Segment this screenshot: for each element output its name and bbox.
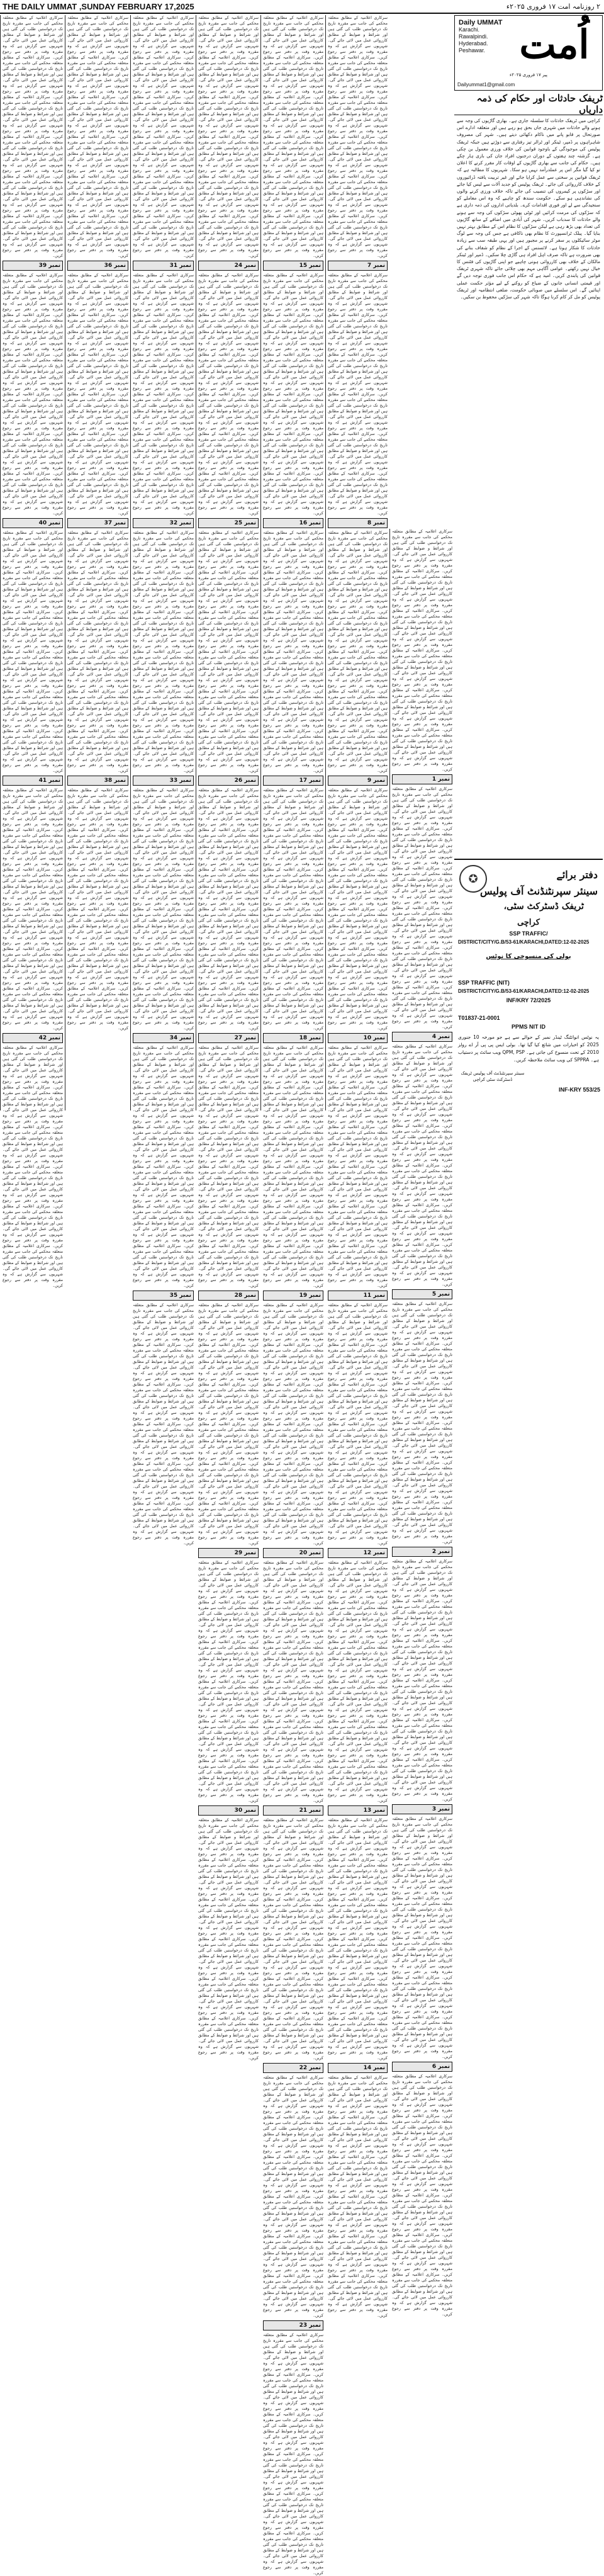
section-number: نمبر 8 bbox=[367, 520, 385, 526]
ummat-logo: اُمت bbox=[519, 21, 590, 67]
section-number: نمبر 27 bbox=[234, 1035, 256, 1041]
section-number: نمبر 11 bbox=[363, 1292, 385, 1299]
section-number-box bbox=[328, 776, 388, 786]
city-karachi: Karachi. bbox=[459, 26, 480, 33]
column-4 bbox=[196, 15, 260, 2060]
column-2 bbox=[65, 15, 130, 1110]
notice-office-line: دفتر برائے bbox=[556, 869, 598, 881]
section-number: نمبر 13 bbox=[363, 1807, 385, 1814]
section-number-box bbox=[328, 1291, 388, 1301]
section-number-box bbox=[392, 774, 452, 784]
article-text: سرکاری اعلامیہ کے مطابق متعلقہ محکمے کی جانب سے مقررہ تاریخ تک درخواستیں طلب کی گئی ہیں اور شرائط و ضوابط کے مطابق کارروائی عمل میں لائی جائے گی۔ شہریوں سے گزارش ہے کہ وہ مقررہ وقت پر دفتر سے رجوع کریں۔ سرکاری اعلامیہ کے مطابق متعلقہ محکمے کی جانب سے مقررہ تاریخ تک درخواستیں طلب کی گئی ہیں اور شرائط و ضوابط کے مطابق کارروائی عمل میں لائی جائے گی۔ شہریوں سے گزارش ہے کہ وہ مقررہ وقت پر دفتر سے رجوع کریں۔ سرکاری اعلامیہ کے مطابق متعلقہ محکمے کی جانب سے مقررہ تاریخ تک درخواستیں طلب کی گئی ہیں اور شرائط و ضوابط کے مطابق کارروائی عمل میں لائی جائے گی۔ شہریوں سے گزارش ہے کہ وہ مقررہ وقت پر دفتر سے رجوع کریں۔ سرکاری اعلامیہ کے مطابق متعلقہ محکمے کی جانب سے مقررہ تاریخ تک درخواستیں طلب کی گئی ہیں اور شرائط و ضوابط کے مطابق کارروائی عمل میں لائی جائے گی۔ شہریوں سے گزارش ہے کہ وہ مقررہ وقت پر دفتر سے رجوع کریں۔ سرکاری اعلامیہ کے مطابق متعلقہ محکمے کی جانب سے مقررہ تاریخ تک درخواستیں طلب کی گئی ہیں اور شرائط و ضوابط کے مطابق کارروائی عمل میں لائی جائے گی۔ شہریوں سے گزارش ہے کہ وہ مقررہ وقت پر دفتر سے رجوع کریں۔ سرکاری اعلامیہ کے مطابق متعلقہ محکمے کی جانب سے مقررہ تاریخ تک درخواستیں طلب کی گئی ہیں اور شرائط و ضوابط کے مطابق کارروائی عمل میں لائی جائے گی۔ شہریوں سے گزارش ہے کہ وہ مقررہ وقت پر دفتر سے رجوع کریں۔ bbox=[198, 788, 259, 1031]
section-number-box bbox=[263, 261, 323, 271]
section-number-box bbox=[392, 1032, 452, 1042]
section-number: نمبر 20 bbox=[299, 1550, 321, 1556]
article-text: سرکاری اعلامیہ کے مطابق متعلقہ محکمے کی جانب سے مقررہ تاریخ تک درخواستیں طلب کی گئی ہیں اور شرائط و ضوابط کے مطابق کارروائی عمل میں لائی جائے گی۔ شہریوں سے گزارش ہے کہ وہ مقررہ وقت پر دفتر سے رجوع کریں۔ سرکاری اعلامیہ کے مطابق متعلقہ محکمے کی جانب سے مقررہ تاریخ تک درخواستیں طلب کی گئی ہیں اور شرائط و ضوابط کے مطابق کارروائی عمل میں لائی جائے گی۔ شہریوں سے گزارش ہے کہ وہ مقررہ وقت پر دفتر سے رجوع کریں۔ سرکاری اعلامیہ کے مطابق متعلقہ محکمے کی جانب سے مقررہ تاریخ تک درخواستیں طلب کی گئی ہیں اور شرائط و ضوابط کے مطابق کارروائی عمل میں لائی جائے گی۔ شہریوں سے گزارش ہے کہ وہ مقررہ وقت پر دفتر سے رجوع کریں۔ سرکاری اعلامیہ کے مطابق متعلقہ محکمے کی جانب سے مقررہ تاریخ تک درخواستیں طلب کی گئی ہیں اور شرائط و ضوابط کے مطابق کارروائی عمل میں لائی جائے گی۔ شہریوں سے گزارش ہے کہ وہ مقررہ وقت پر دفتر سے رجوع کریں۔ سرکاری اعلامیہ کے مطابق متعلقہ محکمے کی جانب سے مقررہ تاریخ تک درخواستیں طلب کی گئی ہیں اور شرائط و ضوابط کے مطابق کارروائی عمل میں لائی جائے گی۔ شہریوں سے گزارش ہے کہ وہ مقررہ وقت پر دفتر سے رجوع کریں۔ سرکاری اعلامیہ کے مطابق متعلقہ محکمے کی جانب سے مقررہ تاریخ تک درخواستیں طلب کی گئی ہیں اور شرائط و ضوابط کے مطابق کارروائی عمل میں لائی جائے گی۔ شہریوں سے گزارش ہے کہ وہ مقررہ وقت پر دفتر سے رجوع کریں۔ bbox=[263, 531, 323, 773]
notice-office-title: سینئر سپرنٹنڈنٹ آف پولیس bbox=[479, 885, 598, 897]
article-text: سرکاری اعلامیہ کے مطابق متعلقہ محکمے کی جانب سے مقررہ تاریخ تک درخواستیں طلب کی گئی ہیں اور شرائط و ضوابط کے مطابق کارروائی عمل میں لائی جائے گی۔ شہریوں سے گزارش ہے کہ وہ مقررہ وقت پر دفتر سے رجوع کریں۔ سرکاری اعلامیہ کے مطابق متعلقہ محکمے کی جانب سے مقررہ تاریخ تک درخواستیں طلب کی گئی ہیں اور شرائط و ضوابط کے مطابق کارروائی عمل میں لائی جائے گی۔ شہریوں سے گزارش ہے کہ وہ مقررہ وقت پر دفتر سے رجوع کریں۔ سرکاری اعلامیہ کے مطابق متعلقہ محکمے کی جانب سے مقررہ تاریخ تک درخواستیں طلب کی گئی ہیں اور شرائط و ضوابط کے مطابق کارروائی عمل میں لائی جائے گی۔ شہریوں سے گزارش ہے کہ وہ مقررہ وقت پر دفتر سے رجوع کریں۔ سرکاری اعلامیہ کے مطابق متعلقہ محکمے کی جانب سے مقررہ تاریخ تک درخواستیں طلب کی گئی ہیں اور شرائط و ضوابط کے مطابق کارروائی عمل میں لائی جائے گی۔ شہریوں سے گزارش ہے کہ وہ مقررہ وقت پر دفتر سے رجوع کریں۔ سرکاری اعلامیہ کے مطابق متعلقہ محکمے کی جانب سے مقررہ تاریخ تک درخواستیں طلب کی گئی ہیں اور شرائط و ضوابط کے مطابق کارروائی عمل میں لائی جائے گی۔ شہریوں سے گزارش ہے کہ وہ مقررہ وقت پر دفتر سے رجوع کریں۔ سرکاری اعلامیہ کے مطابق متعلقہ محکمے کی جانب سے مقررہ تاریخ تک درخواستیں طلب کی گئی ہیں اور شرائط و ضوابط کے مطابق کارروائی عمل میں لائی جائے گی۔ شہریوں سے گزارش ہے کہ وہ مقررہ وقت پر دفتر سے رجوع کریں۔ bbox=[263, 1046, 323, 1288]
section-number: نمبر 34 bbox=[169, 1035, 191, 1041]
section-number-box bbox=[328, 1548, 388, 1558]
article-text: سرکاری اعلامیہ کے مطابق متعلقہ محکمے کی جانب سے مقررہ تاریخ تک درخواستیں طلب کی گئی ہیں اور شرائط و ضوابط کے مطابق کارروائی عمل میں لائی جائے گی۔ شہریوں سے گزارش ہے کہ وہ مقررہ وقت پر دفتر سے رجوع کریں۔ سرکاری اعلامیہ کے مطابق متعلقہ محکمے کی جانب سے مقررہ تاریخ تک درخواستیں طلب کی گئی ہیں اور شرائط و ضوابط کے مطابق کارروائی عمل میں لائی جائے گی۔ شہریوں سے گزارش ہے کہ وہ مقررہ وقت پر دفتر سے رجوع کریں۔ سرکاری اعلامیہ کے مطابق متعلقہ محکمے کی جانب سے مقررہ تاریخ تک درخواستیں طلب کی گئی ہیں اور شرائط و ضوابط کے مطابق کارروائی عمل میں لائی جائے گی۔ شہریوں سے گزارش ہے کہ وہ مقررہ وقت پر دفتر سے رجوع کریں۔ سرکاری اعلامیہ کے مطابق متعلقہ محکمے کی جانب سے مقررہ تاریخ تک درخواستیں طلب کی گئی ہیں اور شرائط و ضوابط کے مطابق کارروائی عمل میں لائی جائے گی۔ شہریوں سے گزارش ہے کہ وہ مقررہ وقت پر دفتر سے رجوع کریں۔ سرکاری اعلامیہ کے مطابق متعلقہ محکمے کی جانب سے مقررہ تاریخ تک درخواستیں طلب کی گئی ہیں اور شرائط و ضوابط کے مطابق کارروائی عمل میں لائی جائے گی۔ شہریوں سے گزارش ہے کہ وہ مقررہ وقت پر دفتر سے رجوع کریں۔ سرکاری اعلامیہ کے مطابق متعلقہ محکمے کی جانب سے مقررہ تاریخ تک درخواستیں طلب کی گئی ہیں اور شرائط و ضوابط کے مطابق کارروائی عمل میں لائی جائے گی۔ شہریوں سے گزارش ہے کہ وہ مقررہ وقت پر دفتر سے رجوع کریں۔ bbox=[133, 531, 194, 773]
article-text: سرکاری اعلامیہ کے مطابق متعلقہ محکمے کی جانب سے مقررہ تاریخ تک درخواستیں طلب کی گئی ہیں اور شرائط و ضوابط کے مطابق کارروائی عمل میں لائی جائے گی۔ شہریوں سے گزارش ہے کہ وہ مقررہ وقت پر دفتر سے رجوع کریں۔ سرکاری اعلامیہ کے مطابق متعلقہ محکمے کی جانب سے مقررہ تاریخ تک درخواستیں طلب کی گئی ہیں اور شرائط و ضوابط کے مطابق کارروائی عمل میں لائی جائے گی۔ شہریوں سے گزارش ہے کہ وہ مقررہ وقت پر دفتر سے رجوع کریں۔ سرکاری اعلامیہ کے مطابق متعلقہ محکمے کی جانب سے مقررہ تاریخ تک درخواستیں طلب کی گئی ہیں اور شرائط و ضوابط کے مطابق کارروائی عمل میں لائی جائے گی۔ شہریوں سے گزارش ہے کہ وہ مقررہ وقت پر دفتر سے رجوع کریں۔ سرکاری اعلامیہ کے مطابق متعلقہ محکمے کی جانب سے مقررہ تاریخ تک درخواستیں طلب کی گئی ہیں اور شرائط و ضوابط کے مطابق کارروائی عمل میں لائی جائے گی۔ شہریوں سے گزارش ہے کہ وہ مقررہ وقت پر دفتر سے رجوع کریں۔ سرکاری اعلامیہ کے مطابق متعلقہ محکمے کی جانب سے مقررہ تاریخ تک درخواستیں طلب کی گئی ہیں اور شرائط و ضوابط کے مطابق کارروائی عمل میں لائی جائے گی۔ شہریوں سے گزارش ہے کہ وہ مقررہ وقت پر دفتر سے رجوع کریں۔ سرکاری اعلامیہ کے مطابق متعلقہ محکمے کی جانب سے مقررہ تاریخ تک درخواستیں طلب کی گئی ہیں اور شرائط و ضوابط کے مطابق کارروائی عمل میں لائی جائے گی۔ شہریوں سے گزارش ہے کہ وہ مقررہ وقت پر دفتر سے رجوع کریں۔ bbox=[328, 273, 388, 516]
article-text: سرکاری اعلامیہ کے مطابق متعلقہ محکمے کی جانب سے مقررہ تاریخ تک درخواستیں طلب کی گئی ہیں اور شرائط و ضوابط کے مطابق کارروائی عمل میں لائی جائے گی۔ شہریوں سے گزارش ہے کہ وہ مقررہ وقت پر دفتر سے رجوع کریں۔ سرکاری اعلامیہ کے مطابق متعلقہ محکمے کی جانب سے مقررہ تاریخ تک درخواستیں طلب کی گئی ہیں اور شرائط و ضوابط کے مطابق کارروائی عمل میں لائی جائے گی۔ شہریوں سے گزارش ہے کہ وہ مقررہ وقت پر دفتر سے رجوع کریں۔ سرکاری اعلامیہ کے مطابق متعلقہ محکمے کی جانب سے مقررہ تاریخ تک درخواستیں طلب کی گئی ہیں اور شرائط و ضوابط کے مطابق کارروائی عمل میں لائی جائے گی۔ شہریوں سے گزارش ہے کہ وہ مقررہ وقت پر دفتر سے رجوع کریں۔ سرکاری اعلامیہ کے مطابق متعلقہ محکمے کی جانب سے مقررہ تاریخ تک درخواستیں طلب کی گئی ہیں اور شرائط و ضوابط کے مطابق کارروائی عمل میں لائی جائے گی۔ شہریوں سے گزارش ہے کہ وہ مقررہ وقت پر دفتر سے رجوع کریں۔ سرکاری اعلامیہ کے مطابق متعلقہ محکمے کی جانب سے مقررہ تاریخ تک درخواستیں طلب کی گئی ہیں اور شرائط و ضوابط کے مطابق کارروائی عمل میں لائی جائے گی۔ شہریوں سے گزارش ہے کہ وہ مقررہ وقت پر دفتر سے رجوع کریں۔ سرکاری اعلامیہ کے مطابق متعلقہ محکمے کی جانب سے مقررہ تاریخ تک درخواستیں طلب کی گئی ہیں اور شرائط و ضوابط کے مطابق کارروائی عمل میں لائی جائے گی۔ شہریوں سے گزارش ہے کہ وہ مقررہ وقت پر دفتر سے رجوع کریں۔ bbox=[67, 273, 128, 516]
notice-ref-7: PPMS NIT ID bbox=[511, 1024, 545, 1030]
article-text: سرکاری اعلامیہ کے مطابق متعلقہ محکمے کی جانب سے مقررہ تاریخ تک درخواستیں طلب کی گئی ہیں اور شرائط و ضوابط کے مطابق کارروائی عمل میں لائی جائے گی۔ شہریوں سے گزارش ہے کہ وہ مقررہ وقت پر دفتر سے رجوع کریں۔ سرکاری اعلامیہ کے مطابق متعلقہ محکمے کی جانب سے مقررہ تاریخ تک درخواستیں طلب کی گئی ہیں اور شرائط و ضوابط کے مطابق کارروائی عمل میں لائی جائے گی۔ شہریوں سے گزارش ہے کہ وہ مقررہ وقت پر دفتر سے رجوع کریں۔ سرکاری اعلامیہ کے مطابق متعلقہ محکمے کی جانب سے مقررہ تاریخ تک درخواستیں طلب کی گئی ہیں اور شرائط و ضوابط کے مطابق کارروائی عمل میں لائی جائے گی۔ شہریوں سے گزارش ہے کہ وہ مقررہ وقت پر دفتر سے رجوع کریں۔ سرکاری اعلامیہ کے مطابق متعلقہ محکمے کی جانب سے مقررہ تاریخ تک درخواستیں طلب کی گئی ہیں اور شرائط و ضوابط کے مطابق کارروائی عمل میں لائی جائے گی۔ شہریوں سے گزارش ہے کہ وہ مقررہ وقت پر دفتر سے رجوع کریں۔ سرکاری اعلامیہ کے مطابق متعلقہ محکمے کی جانب سے مقررہ تاریخ تک درخواستیں طلب کی گئی ہیں اور شرائط و ضوابط کے مطابق کارروائی عمل میں لائی جائے گی۔ شہریوں سے گزارش ہے کہ وہ مقررہ وقت پر دفتر سے رجوع کریں۔ سرکاری اعلامیہ کے مطابق متعلقہ محکمے کی جانب سے مقررہ تاریخ تک درخواستیں طلب کی گئی ہیں اور شرائط و ضوابط کے مطابق کارروائی عمل میں لائی جائے گی۔ شہریوں سے گزارش ہے کہ وہ مقررہ وقت پر دفتر سے رجوع کریں۔ bbox=[328, 2076, 388, 2318]
city-rawalpindi: Rawalpindi. bbox=[459, 33, 488, 40]
masthead-email: Dailyummat1@gmail.com bbox=[457, 82, 515, 88]
article-text: سرکاری اعلامیہ کے مطابق متعلقہ محکمے کی جانب سے مقررہ تاریخ تک درخواستیں طلب کی گئی ہیں اور شرائط و ضوابط کے مطابق کارروائی عمل میں لائی جائے گی۔ شہریوں سے گزارش ہے کہ وہ مقررہ وقت پر دفتر سے رجوع کریں۔ سرکاری اعلامیہ کے مطابق متعلقہ محکمے کی جانب سے مقررہ تاریخ تک درخواستیں طلب کی گئی ہیں اور شرائط و ضوابط کے مطابق کارروائی عمل میں لائی جائے گی۔ شہریوں سے گزارش ہے کہ وہ مقررہ وقت پر دفتر سے رجوع کریں۔ سرکاری اعلامیہ کے مطابق متعلقہ محکمے کی جانب سے مقررہ تاریخ تک درخواستیں طلب کی گئی ہیں اور شرائط و ضوابط کے مطابق کارروائی عمل میں لائی جائے گی۔ شہریوں سے گزارش ہے کہ وہ مقررہ وقت پر دفتر سے رجوع کریں۔ سرکاری اعلامیہ کے مطابق متعلقہ محکمے کی جانب سے مقررہ تاریخ تک درخواستیں طلب کی گئی ہیں اور شرائط و ضوابط کے مطابق کارروائی عمل میں لائی جائے گی۔ شہریوں سے گزارش ہے کہ وہ مقررہ وقت پر دفتر سے رجوع کریں۔ سرکاری اعلامیہ کے مطابق متعلقہ محکمے کی جانب سے مقررہ تاریخ تک درخواستیں طلب کی گئی ہیں اور شرائط و ضوابط کے مطابق کارروائی عمل میں لائی جائے گی۔ شہریوں سے گزارش ہے کہ وہ مقررہ وقت پر دفتر سے رجوع کریں۔ سرکاری اعلامیہ کے مطابق متعلقہ محکمے کی جانب سے مقررہ تاریخ تک درخواستیں طلب کی گئی ہیں اور شرائط و ضوابط کے مطابق کارروائی عمل میں لائی جائے گی۔ شہریوں سے گزارش ہے کہ وہ مقررہ وقت پر دفتر سے رجوع کریں۔ bbox=[198, 273, 259, 516]
article-text: سرکاری اعلامیہ کے مطابق متعلقہ محکمے کی جانب سے مقررہ تاریخ تک درخواستیں طلب کی گئی ہیں اور شرائط و ضوابط کے مطابق کارروائی عمل میں لائی جائے گی۔ شہریوں سے گزارش ہے کہ وہ مقررہ وقت پر دفتر سے رجوع کریں۔ سرکاری اعلامیہ کے مطابق متعلقہ محکمے کی جانب سے مقررہ تاریخ تک درخواستیں طلب کی گئی ہیں اور شرائط و ضوابط کے مطابق کارروائی عمل میں لائی جائے گی۔ شہریوں سے گزارش ہے کہ وہ مقررہ وقت پر دفتر سے رجوع کریں۔ سرکاری اعلامیہ کے مطابق متعلقہ محکمے کی جانب سے مقررہ تاریخ تک درخواستیں طلب کی گئی ہیں اور شرائط و ضوابط کے مطابق کارروائی عمل میں لائی جائے گی۔ شہریوں سے گزارش ہے کہ وہ مقررہ وقت پر دفتر سے رجوع کریں۔ سرکاری اعلامیہ کے مطابق متعلقہ محکمے کی جانب سے مقررہ تاریخ تک درخواستیں طلب کی گئی ہیں اور شرائط و ضوابط کے مطابق کارروائی عمل میں لائی جائے گی۔ شہریوں سے گزارش ہے کہ وہ مقررہ وقت پر دفتر سے رجوع کریں۔ سرکاری اعلامیہ کے مطابق متعلقہ محکمے کی جانب سے مقررہ تاریخ تک درخواستیں طلب کی گئی ہیں اور شرائط و ضوابط کے مطابق کارروائی عمل میں لائی جائے گی۔ شہریوں سے گزارش ہے کہ وہ مقررہ وقت پر دفتر سے رجوع کریں۔ سرکاری اعلامیہ کے مطابق متعلقہ محکمے کی جانب سے مقررہ تاریخ تک درخواستیں طلب کی گئی ہیں اور شرائط و ضوابط کے مطابق کارروائی عمل میں لائی جائے گی۔ شہریوں سے گزارش ہے کہ وہ مقررہ وقت پر دفتر سے رجوع کریں۔ bbox=[3, 1046, 63, 1288]
section-number: نمبر 16 bbox=[299, 520, 321, 526]
article-text: سرکاری اعلامیہ کے مطابق متعلقہ محکمے کی جانب سے مقررہ تاریخ تک درخواستیں طلب کی گئی ہیں اور شرائط و ضوابط کے مطابق کارروائی عمل میں لائی جائے گی۔ شہریوں سے گزارش ہے کہ وہ مقررہ وقت پر دفتر سے رجوع کریں۔ سرکاری اعلامیہ کے مطابق متعلقہ محکمے کی جانب سے مقررہ تاریخ تک درخواستیں طلب کی گئی ہیں اور شرائط و ضوابط کے مطابق کارروائی عمل میں لائی جائے گی۔ شہریوں سے گزارش ہے کہ وہ مقررہ وقت پر دفتر سے رجوع کریں۔ سرکاری اعلامیہ کے مطابق متعلقہ محکمے کی جانب سے مقررہ تاریخ تک درخواستیں طلب کی گئی ہیں اور شرائط و ضوابط کے مطابق کارروائی عمل میں لائی جائے گی۔ شہریوں سے گزارش ہے کہ وہ مقررہ وقت پر دفتر سے رجوع کریں۔ سرکاری اعلامیہ کے مطابق متعلقہ محکمے کی جانب سے مقررہ تاریخ تک درخواستیں طلب کی گئی ہیں اور شرائط و ضوابط کے مطابق کارروائی عمل میں لائی جائے گی۔ شہریوں سے گزارش ہے کہ وہ مقررہ وقت پر دفتر سے رجوع کریں۔ سرکاری اعلامیہ کے مطابق متعلقہ محکمے کی جانب سے مقررہ تاریخ تک درخواستیں طلب کی گئی ہیں اور شرائط و ضوابط کے مطابق کارروائی عمل میں لائی جائے گی۔ شہریوں سے گزارش ہے کہ وہ مقررہ وقت پر دفتر سے رجوع کریں۔ سرکاری اعلامیہ کے مطابق متعلقہ محکمے کی جانب سے مقررہ تاریخ تک درخواستیں طلب کی گئی ہیں اور شرائط و ضوابط کے مطابق کارروائی عمل میں لائی جائے گی۔ شہریوں سے گزارش ہے کہ وہ مقررہ وقت پر دفتر سے رجوع کریں۔ bbox=[67, 16, 128, 258]
section-number-box bbox=[3, 261, 63, 271]
section-number-box bbox=[328, 261, 388, 271]
article-text: سرکاری اعلامیہ کے مطابق متعلقہ محکمے کی جانب سے مقررہ تاریخ تک درخواستیں طلب کی گئی ہیں اور شرائط و ضوابط کے مطابق کارروائی عمل میں لائی جائے گی۔ شہریوں سے گزارش ہے کہ وہ مقررہ وقت پر دفتر سے رجوع کریں۔ سرکاری اعلامیہ کے مطابق متعلقہ محکمے کی جانب سے مقررہ تاریخ تک درخواستیں طلب کی گئی ہیں اور شرائط و ضوابط کے مطابق کارروائی عمل میں لائی جائے گی۔ شہریوں سے گزارش ہے کہ وہ مقررہ وقت پر دفتر سے رجوع کریں۔ سرکاری اعلامیہ کے مطابق متعلقہ محکمے کی جانب سے مقررہ تاریخ تک درخواستیں طلب کی گئی ہیں اور شرائط و ضوابط کے مطابق کارروائی عمل میں لائی جائے گی۔ شہریوں سے گزارش ہے کہ وہ مقررہ وقت پر دفتر سے رجوع کریں۔ سرکاری اعلامیہ کے مطابق متعلقہ محکمے کی جانب سے مقررہ تاریخ تک درخواستیں طلب کی گئی ہیں اور شرائط و ضوابط کے مطابق کارروائی عمل میں لائی جائے گی۔ شہریوں سے گزارش ہے کہ وہ مقررہ وقت پر دفتر سے رجوع کریں۔ سرکاری اعلامیہ کے مطابق متعلقہ محکمے کی جانب سے مقررہ تاریخ تک درخواستیں طلب کی گئی ہیں اور شرائط و ضوابط کے مطابق کارروائی عمل میں لائی جائے گی۔ شہریوں سے گزارش ہے کہ وہ مقررہ وقت پر دفتر سے رجوع کریں۔ سرکاری اعلامیہ کے مطابق متعلقہ محکمے کی جانب سے مقررہ تاریخ تک درخواستیں طلب کی گئی ہیں اور شرائط و ضوابط کے مطابق کارروائی عمل میں لائی جائے گی۔ شہریوں سے گزارش ہے کہ وہ مقررہ وقت پر دفتر سے رجوع کریں۔ bbox=[67, 788, 128, 1031]
notice-ref-1: SSP TRAFFIC/ bbox=[509, 930, 548, 937]
section-number: نمبر 36 bbox=[104, 263, 126, 269]
section-number: نمبر 26 bbox=[234, 777, 256, 784]
article-text: سرکاری اعلامیہ کے مطابق متعلقہ محکمے کی جانب سے مقررہ تاریخ تک درخواستیں طلب کی گئی ہیں اور شرائط و ضوابط کے مطابق کارروائی عمل میں لائی جائے گی۔ شہریوں سے گزارش ہے کہ وہ مقررہ وقت پر دفتر سے رجوع کریں۔ سرکاری اعلامیہ کے مطابق متعلقہ محکمے کی جانب سے مقررہ تاریخ تک درخواستیں طلب کی گئی ہیں اور شرائط و ضوابط کے مطابق کارروائی عمل میں لائی جائے گی۔ شہریوں سے گزارش ہے کہ وہ مقررہ وقت پر دفتر سے رجوع کریں۔ سرکاری اعلامیہ کے مطابق متعلقہ محکمے کی جانب سے مقررہ تاریخ تک درخواستیں طلب کی گئی ہیں اور شرائط و ضوابط کے مطابق کارروائی عمل میں لائی جائے گی۔ شہریوں سے گزارش ہے کہ وہ مقررہ وقت پر دفتر سے رجوع کریں۔ سرکاری اعلامیہ کے مطابق متعلقہ محکمے کی جانب سے مقررہ تاریخ تک درخواستیں طلب کی گئی ہیں اور شرائط و ضوابط کے مطابق کارروائی عمل میں لائی جائے گی۔ شہریوں سے گزارش ہے کہ وہ مقررہ وقت پر دفتر سے رجوع کریں۔ سرکاری اعلامیہ کے مطابق متعلقہ محکمے کی جانب سے مقررہ تاریخ تک درخواستیں طلب کی گئی ہیں اور شرائط و ضوابط کے مطابق کارروائی عمل میں لائی جائے گی۔ شہریوں سے گزارش ہے کہ وہ مقررہ وقت پر دفتر سے رجوع کریں۔ سرکاری اعلامیہ کے مطابق متعلقہ محکمے کی جانب سے مقررہ تاریخ تک درخواستیں طلب کی گئی ہیں اور شرائط و ضوابط کے مطابق کارروائی عمل میں لائی جائے گی۔ شہریوں سے گزارش ہے کہ وہ مقررہ وقت پر دفتر سے رجوع کریں۔ bbox=[328, 1303, 388, 1545]
article-text: سرکاری اعلامیہ کے مطابق متعلقہ محکمے کی جانب سے مقررہ تاریخ تک درخواستیں طلب کی گئی ہیں اور شرائط و ضوابط کے مطابق کارروائی عمل میں لائی جائے گی۔ شہریوں سے گزارش ہے کہ وہ مقررہ وقت پر دفتر سے رجوع کریں۔ سرکاری اعلامیہ کے مطابق متعلقہ محکمے کی جانب سے مقررہ تاریخ تک درخواستیں طلب کی گئی ہیں اور شرائط و ضوابط کے مطابق کارروائی عمل میں لائی جائے گی۔ شہریوں سے گزارش ہے کہ وہ مقررہ وقت پر دفتر سے رجوع کریں۔ سرکاری اعلامیہ کے مطابق متعلقہ محکمے کی جانب سے مقررہ تاریخ تک درخواستیں طلب کی گئی ہیں اور شرائط و ضوابط کے مطابق کارروائی عمل میں لائی جائے گی۔ شہریوں سے گزارش ہے کہ وہ مقررہ وقت پر دفتر سے رجوع کریں۔ سرکاری اعلامیہ کے مطابق متعلقہ محکمے کی جانب سے مقررہ تاریخ تک درخواستیں طلب کی گئی ہیں اور شرائط و ضوابط کے مطابق کارروائی عمل میں لائی جائے گی۔ شہریوں سے گزارش ہے کہ وہ مقررہ وقت پر دفتر سے رجوع کریں۔ سرکاری اعلامیہ کے مطابق متعلقہ محکمے کی جانب سے مقررہ تاریخ تک درخواستیں طلب کی گئی ہیں اور شرائط و ضوابط کے مطابق کارروائی عمل میں لائی جائے گی۔ شہریوں سے گزارش ہے کہ وہ مقررہ وقت پر دفتر سے رجوع کریں۔ سرکاری اعلامیہ کے مطابق متعلقہ محکمے کی جانب سے مقررہ تاریخ تک درخواستیں طلب کی گئی ہیں اور شرائط و ضوابط کے مطابق کارروائی عمل میں لائی جائے گی۔ شہریوں سے گزارش ہے کہ وہ مقررہ وقت پر دفتر سے رجوع کریں۔ bbox=[328, 531, 388, 773]
section-number-box bbox=[133, 518, 194, 528]
brand-name: Daily UMMAT bbox=[459, 19, 503, 26]
section-number: نمبر 33 bbox=[169, 777, 191, 784]
article-text: سرکاری اعلامیہ کے مطابق متعلقہ محکمے کی جانب سے مقررہ تاریخ تک درخواستیں طلب کی گئی ہیں اور شرائط و ضوابط کے مطابق کارروائی عمل میں لائی جائے گی۔ شہریوں سے گزارش ہے کہ وہ مقررہ وقت پر دفتر سے رجوع کریں۔ سرکاری اعلامیہ کے مطابق متعلقہ محکمے کی جانب سے مقررہ تاریخ تک درخواستیں طلب کی گئی ہیں اور شرائط و ضوابط کے مطابق کارروائی عمل میں لائی جائے گی۔ شہریوں سے گزارش ہے کہ وہ مقررہ وقت پر دفتر سے رجوع کریں۔ سرکاری اعلامیہ کے مطابق متعلقہ محکمے کی جانب سے مقررہ تاریخ تک درخواستیں طلب کی گئی ہیں اور شرائط و ضوابط کے مطابق کارروائی عمل میں لائی جائے گی۔ شہریوں سے گزارش ہے کہ وہ مقررہ وقت پر دفتر سے رجوع کریں۔ سرکاری اعلامیہ کے مطابق متعلقہ محکمے کی جانب سے مقررہ تاریخ تک درخواستیں طلب کی گئی ہیں اور شرائط و ضوابط کے مطابق کارروائی عمل میں لائی جائے گی۔ شہریوں سے گزارش ہے کہ وہ مقررہ وقت پر دفتر سے رجوع کریں۔ سرکاری اعلامیہ کے مطابق متعلقہ محکمے کی جانب سے مقررہ تاریخ تک درخواستیں طلب کی گئی ہیں اور شرائط و ضوابط کے مطابق کارروائی عمل میں لائی جائے گی۔ شہریوں سے گزارش ہے کہ وہ مقررہ وقت پر دفتر سے رجوع کریں۔ سرکاری اعلامیہ کے مطابق متعلقہ محکمے کی جانب سے مقررہ تاریخ تک درخواستیں طلب کی گئی ہیں اور شرائط و ضوابط کے مطابق کارروائی عمل میں لائی جائے گی۔ شہریوں سے گزارش ہے کہ وہ مقررہ وقت پر دفتر سے رجوع کریں۔ bbox=[3, 16, 63, 258]
article-text: سرکاری اعلامیہ کے مطابق متعلقہ محکمے کی جانب سے مقررہ تاریخ تک درخواستیں طلب کی گئی ہیں اور شرائط و ضوابط کے مطابق کارروائی عمل میں لائی جائے گی۔ شہریوں سے گزارش ہے کہ وہ مقررہ وقت پر دفتر سے رجوع کریں۔ سرکاری اعلامیہ کے مطابق متعلقہ محکمے کی جانب سے مقررہ تاریخ تک درخواستیں طلب کی گئی ہیں اور شرائط و ضوابط کے مطابق کارروائی عمل میں لائی جائے گی۔ شہریوں سے گزارش ہے کہ وہ مقررہ وقت پر دفتر سے رجوع کریں۔ سرکاری اعلامیہ کے مطابق متعلقہ محکمے کی جانب سے مقررہ تاریخ تک درخواستیں طلب کی گئی ہیں اور شرائط و ضوابط کے مطابق کارروائی عمل میں لائی جائے گی۔ شہریوں سے گزارش ہے کہ وہ مقررہ وقت پر دفتر سے رجوع کریں۔ سرکاری اعلامیہ کے مطابق متعلقہ محکمے کی جانب سے مقررہ تاریخ تک درخواستیں طلب کی گئی ہیں اور شرائط و ضوابط کے مطابق کارروائی عمل میں لائی جائے گی۔ شہریوں سے گزارش ہے کہ وہ مقررہ وقت پر دفتر سے رجوع کریں۔ سرکاری اعلامیہ کے مطابق متعلقہ محکمے کی جانب سے مقررہ تاریخ تک درخواستیں طلب کی گئی ہیں اور شرائط و ضوابط کے مطابق کارروائی عمل میں لائی جائے گی۔ شہریوں سے گزارش ہے کہ وہ مقررہ وقت پر دفتر سے رجوع کریں۔ سرکاری اعلامیہ کے مطابق متعلقہ محکمے کی جانب سے مقررہ تاریخ تک درخواستیں طلب کی گئی ہیں اور شرائط و ضوابط کے مطابق کارروائی عمل میں لائی جائے گی۔ شہریوں سے گزارش ہے کہ وہ مقررہ وقت پر دفتر سے رجوع کریں۔ bbox=[198, 1303, 259, 1545]
article-text: سرکاری اعلامیہ کے مطابق متعلقہ محکمے کی جانب سے مقررہ تاریخ تک درخواستیں طلب کی گئی ہیں اور شرائط و ضوابط کے مطابق کارروائی عمل میں لائی جائے گی۔ شہریوں سے گزارش ہے کہ وہ مقررہ وقت پر دفتر سے رجوع کریں۔ سرکاری اعلامیہ کے مطابق متعلقہ محکمے کی جانب سے مقررہ تاریخ تک درخواستیں طلب کی گئی ہیں اور شرائط و ضوابط کے مطابق کارروائی عمل میں لائی جائے گی۔ شہریوں سے گزارش ہے کہ وہ مقررہ وقت پر دفتر سے رجوع کریں۔ سرکاری اعلامیہ کے مطابق متعلقہ محکمے کی جانب سے مقررہ تاریخ تک درخواستیں طلب کی گئی ہیں اور شرائط و ضوابط کے مطابق کارروائی عمل میں لائی جائے گی۔ شہریوں سے گزارش ہے کہ وہ مقررہ وقت پر دفتر سے رجوع کریں۔ سرکاری اعلامیہ کے مطابق متعلقہ محکمے کی جانب سے مقررہ تاریخ تک درخواستیں طلب کی گئی ہیں اور شرائط و ضوابط کے مطابق کارروائی عمل میں لائی جائے گی۔ شہریوں سے گزارش ہے کہ وہ مقررہ وقت پر دفتر سے رجوع کریں۔ سرکاری اعلامیہ کے مطابق متعلقہ محکمے کی جانب سے مقررہ تاریخ تک درخواستیں طلب کی گئی ہیں اور شرائط و ضوابط کے مطابق کارروائی عمل میں لائی جائے گی۔ شہریوں سے گزارش ہے کہ وہ مقررہ وقت پر دفتر سے رجوع کریں۔ سرکاری اعلامیہ کے مطابق متعلقہ محکمے کی جانب سے مقررہ تاریخ تک درخواستیں طلب کی گئی ہیں اور شرائط و ضوابط کے مطابق کارروائی عمل میں لائی جائے گی۔ شہریوں سے گزارش ہے کہ وہ مقررہ وقت پر دفتر سے رجوع کریں۔ bbox=[133, 16, 194, 258]
section-number-box bbox=[198, 1291, 259, 1301]
section-number-box bbox=[328, 1033, 388, 1043]
article-text: سرکاری اعلامیہ کے مطابق متعلقہ محکمے کی جانب سے مقررہ تاریخ تک درخواستیں طلب کی گئی ہیں اور شرائط و ضوابط کے مطابق کارروائی عمل میں لائی جائے گی۔ شہریوں سے گزارش ہے کہ وہ مقررہ وقت پر دفتر سے رجوع کریں۔ سرکاری اعلامیہ کے مطابق متعلقہ محکمے کی جانب سے مقررہ تاریخ تک درخواستیں طلب کی گئی ہیں اور شرائط و ضوابط کے مطابق کارروائی عمل میں لائی جائے گی۔ شہریوں سے گزارش ہے کہ وہ مقررہ وقت پر دفتر سے رجوع کریں۔ سرکاری اعلامیہ کے مطابق متعلقہ محکمے کی جانب سے مقررہ تاریخ تک درخواستیں طلب کی گئی ہیں اور شرائط و ضوابط کے مطابق کارروائی عمل میں لائی جائے گی۔ شہریوں سے گزارش ہے کہ وہ مقررہ وقت پر دفتر سے رجوع کریں۔ سرکاری اعلامیہ کے مطابق متعلقہ محکمے کی جانب سے مقررہ تاریخ تک درخواستیں طلب کی گئی ہیں اور شرائط و ضوابط کے مطابق کارروائی عمل میں لائی جائے گی۔ شہریوں سے گزارش ہے کہ وہ مقررہ وقت پر دفتر سے رجوع کریں۔ سرکاری اعلامیہ کے مطابق متعلقہ محکمے کی جانب سے مقررہ تاریخ تک درخواستیں طلب کی گئی ہیں اور شرائط و ضوابط کے مطابق کارروائی عمل میں لائی جائے گی۔ شہریوں سے گزارش ہے کہ وہ مقررہ وقت پر دفتر سے رجوع کریں۔ سرکاری اعلامیہ کے مطابق متعلقہ محکمے کی جانب سے مقررہ تاریخ تک درخواستیں طلب کی گئی ہیں اور شرائط و ضوابط کے مطابق کارروائی عمل میں لائی جائے گی۔ شہریوں سے گزارش ہے کہ وہ مقررہ وقت پر دفتر سے رجوع کریں۔ bbox=[328, 1561, 388, 1803]
section-number: نمبر 6 bbox=[432, 2064, 450, 2070]
section-number-box bbox=[198, 1805, 259, 1816]
section-number-box bbox=[263, 1033, 323, 1043]
section-number: نمبر 23 bbox=[299, 2322, 321, 2329]
section-number: نمبر 35 bbox=[169, 1292, 191, 1299]
article-text: سرکاری اعلامیہ کے مطابق متعلقہ محکمے کی جانب سے مقررہ تاریخ تک درخواستیں طلب کی گئی ہیں اور شرائط و ضوابط کے مطابق کارروائی عمل میں لائی جائے گی۔ شہریوں سے گزارش ہے کہ وہ مقررہ وقت پر دفتر سے رجوع کریں۔ سرکاری اعلامیہ کے مطابق متعلقہ محکمے کی جانب سے مقررہ تاریخ تک درخواستیں طلب کی گئی ہیں اور شرائط و ضوابط کے مطابق کارروائی عمل میں لائی جائے گی۔ شہریوں سے گزارش ہے کہ وہ مقررہ وقت پر دفتر سے رجوع کریں۔ سرکاری اعلامیہ کے مطابق متعلقہ محکمے کی جانب سے مقررہ تاریخ تک درخواستیں طلب کی گئی ہیں اور شرائط و ضوابط کے مطابق کارروائی عمل میں لائی جائے گی۔ شہریوں سے گزارش ہے کہ وہ مقررہ وقت پر دفتر سے رجوع کریں۔ سرکاری اعلامیہ کے مطابق متعلقہ محکمے کی جانب سے مقررہ تاریخ تک درخواستیں طلب کی گئی ہیں اور شرائط و ضوابط کے مطابق کارروائی عمل میں لائی جائے گی۔ شہریوں سے گزارش ہے کہ وہ مقررہ وقت پر دفتر سے رجوع کریں۔ سرکاری اعلامیہ کے مطابق متعلقہ محکمے کی جانب سے مقررہ تاریخ تک درخواستیں طلب کی گئی ہیں اور شرائط و ضوابط کے مطابق کارروائی عمل میں لائی جائے گی۔ شہریوں سے گزارش ہے کہ وہ مقررہ وقت پر دفتر سے رجوع کریں۔ سرکاری اعلامیہ کے مطابق متعلقہ محکمے کی جانب سے مقررہ تاریخ تک درخواستیں طلب کی گئی ہیں اور شرائط و ضوابط کے مطابق کارروائی عمل میں لائی جائے گی۔ شہریوں سے گزارش ہے کہ وہ مقررہ وقت پر دفتر سے رجوع کریں۔ bbox=[198, 16, 259, 258]
section-number: نمبر 1 bbox=[432, 776, 450, 782]
article-text: سرکاری اعلامیہ کے مطابق متعلقہ محکمے کی جانب سے مقررہ تاریخ تک درخواستیں طلب کی گئی ہیں اور شرائط و ضوابط کے مطابق کارروائی عمل میں لائی جائے گی۔ شہریوں سے گزارش ہے کہ وہ مقررہ وقت پر دفتر سے رجوع کریں۔ سرکاری اعلامیہ کے مطابق متعلقہ محکمے کی جانب سے مقررہ تاریخ تک درخواستیں طلب کی گئی ہیں اور شرائط و ضوابط کے مطابق کارروائی عمل میں لائی جائے گی۔ شہریوں سے گزارش ہے کہ وہ مقررہ وقت پر دفتر سے رجوع کریں۔ سرکاری اعلامیہ کے مطابق متعلقہ محکمے کی جانب سے مقررہ تاریخ تک درخواستیں طلب کی گئی ہیں اور شرائط و ضوابط کے مطابق کارروائی عمل میں لائی جائے گی۔ شہریوں سے گزارش ہے کہ وہ مقررہ وقت پر دفتر سے رجوع کریں۔ سرکاری اعلامیہ کے مطابق متعلقہ محکمے کی جانب سے مقررہ تاریخ تک درخواستیں طلب کی گئی ہیں اور شرائط و ضوابط کے مطابق کارروائی عمل میں لائی جائے گی۔ شہریوں سے گزارش ہے کہ وہ مقررہ وقت پر دفتر سے رجوع کریں۔ سرکاری اعلامیہ کے مطابق متعلقہ محکمے کی جانب سے مقررہ تاریخ تک درخواستیں طلب کی گئی ہیں اور شرائط و ضوابط کے مطابق کارروائی عمل میں لائی جائے گی۔ شہریوں سے گزارش ہے کہ وہ مقررہ وقت پر دفتر سے رجوع کریں۔ سرکاری اعلامیہ کے مطابق متعلقہ محکمے کی جانب سے مقررہ تاریخ تک درخواستیں طلب کی گئی ہیں اور شرائط و ضوابط کے مطابق کارروائی عمل میں لائی جائے گی۔ شہریوں سے گزارش ہے کہ وہ مقررہ وقت پر دفتر سے رجوع کریں۔ bbox=[263, 2333, 323, 2575]
column-7 bbox=[389, 529, 454, 2317]
article-text: سرکاری اعلامیہ کے مطابق متعلقہ محکمے کی جانب سے مقررہ تاریخ تک درخواستیں طلب کی گئی ہیں اور شرائط و ضوابط کے مطابق کارروائی عمل میں لائی جائے گی۔ شہریوں سے گزارش ہے کہ وہ مقررہ وقت پر دفتر سے رجوع کریں۔ سرکاری اعلامیہ کے مطابق متعلقہ محکمے کی جانب سے مقررہ تاریخ تک درخواستیں طلب کی گئی ہیں اور شرائط و ضوابط کے مطابق کارروائی عمل میں لائی جائے گی۔ شہریوں سے گزارش ہے کہ وہ مقررہ وقت پر دفتر سے رجوع کریں۔ سرکاری اعلامیہ کے مطابق متعلقہ محکمے کی جانب سے مقررہ تاریخ تک درخواستیں طلب کی گئی ہیں اور شرائط و ضوابط کے مطابق کارروائی عمل میں لائی جائے گی۔ شہریوں سے گزارش ہے کہ وہ مقررہ وقت پر دفتر سے رجوع کریں۔ سرکاری اعلامیہ کے مطابق متعلقہ محکمے کی جانب سے مقررہ تاریخ تک درخواستیں طلب کی گئی ہیں اور شرائط و ضوابط کے مطابق کارروائی عمل میں لائی جائے گی۔ شہریوں سے گزارش ہے کہ وہ مقررہ وقت پر دفتر سے رجوع کریں۔ سرکاری اعلامیہ کے مطابق متعلقہ محکمے کی جانب سے مقررہ تاریخ تک درخواستیں طلب کی گئی ہیں اور شرائط و ضوابط کے مطابق کارروائی عمل میں لائی جائے گی۔ شہریوں سے گزارش ہے کہ وہ مقررہ وقت پر دفتر سے رجوع کریں۔ سرکاری اعلامیہ کے مطابق متعلقہ محکمے کی جانب سے مقررہ تاریخ تک درخواستیں طلب کی گئی ہیں اور شرائط و ضوابط کے مطابق کارروائی عمل میں لائی جائے گی۔ شہریوں سے گزارش ہے کہ وہ مقررہ وقت پر دفتر سے رجوع کریں۔ bbox=[133, 788, 194, 1031]
section-number: نمبر 24 bbox=[234, 263, 256, 269]
article-text: سرکاری اعلامیہ کے مطابق متعلقہ محکمے کی جانب سے مقررہ تاریخ تک درخواستیں طلب کی گئی ہیں اور شرائط و ضوابط کے مطابق کارروائی عمل میں لائی جائے گی۔ شہریوں سے گزارش ہے کہ وہ مقررہ وقت پر دفتر سے رجوع کریں۔ سرکاری اعلامیہ کے مطابق متعلقہ محکمے کی جانب سے مقررہ تاریخ تک درخواستیں طلب کی گئی ہیں اور شرائط و ضوابط کے مطابق کارروائی عمل میں لائی جائے گی۔ شہریوں سے گزارش ہے کہ وہ مقررہ وقت پر دفتر سے رجوع کریں۔ سرکاری اعلامیہ کے مطابق متعلقہ محکمے کی جانب سے مقررہ تاریخ تک درخواستیں طلب کی گئی ہیں اور شرائط و ضوابط کے مطابق کارروائی عمل میں لائی جائے گی۔ شہریوں سے گزارش ہے کہ وہ مقررہ وقت پر دفتر سے رجوع کریں۔ سرکاری اعلامیہ کے مطابق متعلقہ محکمے کی جانب سے مقررہ تاریخ تک درخواستیں طلب کی گئی ہیں اور شرائط و ضوابط کے مطابق کارروائی عمل میں لائی جائے گی۔ شہریوں سے گزارش ہے کہ وہ مقررہ وقت پر دفتر سے رجوع کریں۔ سرکاری اعلامیہ کے مطابق متعلقہ محکمے کی جانب سے مقررہ تاریخ تک درخواستیں طلب کی گئی ہیں اور شرائط و ضوابط کے مطابق کارروائی عمل میں لائی جائے گی۔ شہریوں سے گزارش ہے کہ وہ مقررہ وقت پر دفتر سے رجوع کریں۔ سرکاری اعلامیہ کے مطابق متعلقہ محکمے کی جانب سے مقررہ تاریخ تک درخواستیں طلب کی گئی ہیں اور شرائط و ضوابط کے مطابق کارروائی عمل میں لائی جائے گی۔ شہریوں سے گزارش ہے کہ وہ مقررہ وقت پر دفتر سے رجوع کریں۔ bbox=[263, 2076, 323, 2318]
section-number: نمبر 14 bbox=[363, 2065, 385, 2071]
section-number-box bbox=[133, 1033, 194, 1043]
article-text: سرکاری اعلامیہ کے مطابق متعلقہ محکمے کی جانب سے مقررہ تاریخ تک درخواستیں طلب کی گئی ہیں اور شرائط و ضوابط کے مطابق کارروائی عمل میں لائی جائے گی۔ شہریوں سے گزارش ہے کہ وہ مقررہ وقت پر دفتر سے رجوع کریں۔ سرکاری اعلامیہ کے مطابق متعلقہ محکمے کی جانب سے مقررہ تاریخ تک درخواستیں طلب کی گئی ہیں اور شرائط و ضوابط کے مطابق کارروائی عمل میں لائی جائے گی۔ شہریوں سے گزارش ہے کہ وہ مقررہ وقت پر دفتر سے رجوع کریں۔ سرکاری اعلامیہ کے مطابق متعلقہ محکمے کی جانب سے مقررہ تاریخ تک درخواستیں طلب کی گئی ہیں اور شرائط و ضوابط کے مطابق کارروائی عمل میں لائی جائے گی۔ شہریوں سے گزارش ہے کہ وہ مقررہ وقت پر دفتر سے رجوع کریں۔ سرکاری اعلامیہ کے مطابق متعلقہ محکمے کی جانب سے مقررہ تاریخ تک درخواستیں طلب کی گئی ہیں اور شرائط و ضوابط کے مطابق کارروائی عمل میں لائی جائے گی۔ شہریوں سے گزارش ہے کہ وہ مقررہ وقت پر دفتر سے رجوع کریں۔ سرکاری اعلامیہ کے مطابق متعلقہ محکمے کی جانب سے مقررہ تاریخ تک درخواستیں طلب کی گئی ہیں اور شرائط و ضوابط کے مطابق کارروائی عمل میں لائی جائے گی۔ شہریوں سے گزارش ہے کہ وہ مقررہ وقت پر دفتر سے رجوع کریں۔ سرکاری اعلامیہ کے مطابق متعلقہ محکمے کی جانب سے مقررہ تاریخ تک درخواستیں طلب کی گئی ہیں اور شرائط و ضوابط کے مطابق کارروائی عمل میں لائی جائے گی۔ شہریوں سے گزارش ہے کہ وہ مقررہ وقت پر دفتر سے رجوع کریں۔ bbox=[67, 531, 128, 773]
section-number-box bbox=[328, 2063, 388, 2073]
section-number-box bbox=[198, 518, 259, 528]
notice-ref-5: INF/KRY 72/2025 bbox=[506, 997, 551, 1003]
article-text: سرکاری اعلامیہ کے مطابق متعلقہ محکمے کی جانب سے مقررہ تاریخ تک درخواستیں طلب کی گئی ہیں اور شرائط و ضوابط کے مطابق کارروائی عمل میں لائی جائے گی۔ شہریوں سے گزارش ہے کہ وہ مقررہ وقت پر دفتر سے رجوع کریں۔ سرکاری اعلامیہ کے مطابق متعلقہ محکمے کی جانب سے مقررہ تاریخ تک درخواستیں طلب کی گئی ہیں اور شرائط و ضوابط کے مطابق کارروائی عمل میں لائی جائے گی۔ شہریوں سے گزارش ہے کہ وہ مقررہ وقت پر دفتر سے رجوع کریں۔ سرکاری اعلامیہ کے مطابق متعلقہ محکمے کی جانب سے مقررہ تاریخ تک درخواستیں طلب کی گئی ہیں اور شرائط و ضوابط کے مطابق کارروائی عمل میں لائی جائے گی۔ شہریوں سے گزارش ہے کہ وہ مقررہ وقت پر دفتر سے رجوع کریں۔ سرکاری اعلامیہ کے مطابق متعلقہ محکمے کی جانب سے مقررہ تاریخ تک درخواستیں طلب کی گئی ہیں اور شرائط و ضوابط کے مطابق کارروائی عمل میں لائی جائے گی۔ شہریوں سے گزارش ہے کہ وہ مقررہ وقت پر دفتر سے رجوع کریں۔ سرکاری اعلامیہ کے مطابق متعلقہ محکمے کی جانب سے مقررہ تاریخ تک درخواستیں طلب کی گئی ہیں اور شرائط و ضوابط کے مطابق کارروائی عمل میں لائی جائے گی۔ شہریوں سے گزارش ہے کہ وہ مقررہ وقت پر دفتر سے رجوع کریں۔ سرکاری اعلامیہ کے مطابق متعلقہ محکمے کی جانب سے مقررہ تاریخ تک درخواستیں طلب کی گئی ہیں اور شرائط و ضوابط کے مطابق کارروائی عمل میں لائی جائے گی۔ شہریوں سے گزارش ہے کہ وہ مقررہ وقت پر دفتر سے رجوع کریں۔ bbox=[133, 1046, 194, 1288]
article-text: سرکاری اعلامیہ کے مطابق متعلقہ محکمے کی جانب سے مقررہ تاریخ تک درخواستیں طلب کی گئی ہیں اور شرائط و ضوابط کے مطابق کارروائی عمل میں لائی جائے گی۔ شہریوں سے گزارش ہے کہ وہ مقررہ وقت پر دفتر سے رجوع کریں۔ سرکاری اعلامیہ کے مطابق متعلقہ محکمے کی جانب سے مقررہ تاریخ تک درخواستیں طلب کی گئی ہیں اور شرائط و ضوابط کے مطابق کارروائی عمل میں لائی جائے گی۔ شہریوں سے گزارش ہے کہ وہ مقررہ وقت پر دفتر سے رجوع کریں۔ سرکاری اعلامیہ کے مطابق متعلقہ محکمے کی جانب سے مقررہ تاریخ تک درخواستیں طلب کی گئی ہیں اور شرائط و ضوابط کے مطابق کارروائی عمل میں لائی جائے گی۔ شہریوں سے گزارش ہے کہ وہ مقررہ وقت پر دفتر سے رجوع کریں۔ سرکاری اعلامیہ کے مطابق متعلقہ محکمے کی جانب سے مقررہ تاریخ تک درخواستیں طلب کی گئی ہیں اور شرائط و ضوابط کے مطابق کارروائی عمل میں لائی جائے گی۔ شہریوں سے گزارش ہے کہ وہ مقررہ وقت پر دفتر سے رجوع کریں۔ سرکاری اعلامیہ کے مطابق متعلقہ محکمے کی جانب سے مقررہ تاریخ تک درخواستیں طلب کی گئی ہیں اور شرائط و ضوابط کے مطابق کارروائی عمل میں لائی جائے گی۔ شہریوں سے گزارش ہے کہ وہ مقررہ وقت پر دفتر سے رجوع کریں۔ سرکاری اعلامیہ کے مطابق متعلقہ محکمے کی جانب سے مقررہ تاریخ تک درخواستیں طلب کی گئی ہیں اور شرائط و ضوابط کے مطابق کارروائی عمل میں لائی جائے گی۔ شہریوں سے گزارش ہے کہ وہ مقررہ وقت پر دفتر سے رجوع کریں۔ bbox=[392, 1044, 452, 1287]
section-number: نمبر 32 bbox=[169, 520, 191, 526]
section-number: نمبر 40 bbox=[38, 520, 60, 526]
section-number-box bbox=[133, 776, 194, 786]
section-number: نمبر 19 bbox=[299, 1292, 321, 1299]
section-number-box bbox=[392, 1547, 452, 1557]
section-number: نمبر 30 bbox=[234, 1807, 256, 1814]
header-urdu-dateline: ۲ روزنامہ امت ۱۷ فروری ۲۰۲۵ء bbox=[506, 2, 600, 11]
section-number-box bbox=[3, 518, 63, 528]
notice-district: ٹریفک ڈسٹرکٹ سٹی، bbox=[503, 901, 584, 912]
masthead-brand-block bbox=[459, 20, 509, 54]
notice-city: کراچی bbox=[517, 918, 540, 927]
article-text: سرکاری اعلامیہ کے مطابق متعلقہ محکمے کی جانب سے مقررہ تاریخ تک درخواستیں طلب کی گئی ہیں اور شرائط و ضوابط کے مطابق کارروائی عمل میں لائی جائے گی۔ شہریوں سے گزارش ہے کہ وہ مقررہ وقت پر دفتر سے رجوع کریں۔ سرکاری اعلامیہ کے مطابق متعلقہ محکمے کی جانب سے مقررہ تاریخ تک درخواستیں طلب کی گئی ہیں اور شرائط و ضوابط کے مطابق کارروائی عمل میں لائی جائے گی۔ شہریوں سے گزارش ہے کہ وہ مقررہ وقت پر دفتر سے رجوع کریں۔ سرکاری اعلامیہ کے مطابق متعلقہ محکمے کی جانب سے مقررہ تاریخ تک درخواستیں طلب کی گئی ہیں اور شرائط و ضوابط کے مطابق کارروائی عمل میں لائی جائے گی۔ شہریوں سے گزارش ہے کہ وہ مقررہ وقت پر دفتر سے رجوع کریں۔ سرکاری اعلامیہ کے مطابق متعلقہ محکمے کی جانب سے مقررہ تاریخ تک درخواستیں طلب کی گئی ہیں اور شرائط و ضوابط کے مطابق کارروائی عمل میں لائی جائے گی۔ شہریوں سے گزارش ہے کہ وہ مقررہ وقت پر دفتر سے رجوع کریں۔ سرکاری اعلامیہ کے مطابق متعلقہ محکمے کی جانب سے مقررہ تاریخ تک درخواستیں طلب کی گئی ہیں اور شرائط و ضوابط کے مطابق کارروائی عمل میں لائی جائے گی۔ شہریوں سے گزارش ہے کہ وہ مقررہ وقت پر دفتر سے رجوع کریں۔ سرکاری اعلامیہ کے مطابق متعلقہ محکمے کی جانب سے مقررہ تاریخ تک درخواستیں طلب کی گئی ہیں اور شرائط و ضوابط کے مطابق کارروائی عمل میں لائی جائے گی۔ شہریوں سے گزارش ہے کہ وہ مقررہ وقت پر دفتر سے رجوع کریں۔ bbox=[263, 16, 323, 258]
column-3 bbox=[130, 15, 196, 1545]
section-number-box bbox=[133, 1291, 194, 1301]
notice-code: INF-KRY 553/25 bbox=[558, 1087, 600, 1093]
article-text: سرکاری اعلامیہ کے مطابق متعلقہ محکمے کی جانب سے مقررہ تاریخ تک درخواستیں طلب کی گئی ہیں اور شرائط و ضوابط کے مطابق کارروائی عمل میں لائی جائے گی۔ شہریوں سے گزارش ہے کہ وہ مقررہ وقت پر دفتر سے رجوع کریں۔ سرکاری اعلامیہ کے مطابق متعلقہ محکمے کی جانب سے مقررہ تاریخ تک درخواستیں طلب کی گئی ہیں اور شرائط و ضوابط کے مطابق کارروائی عمل میں لائی جائے گی۔ شہریوں سے گزارش ہے کہ وہ مقررہ وقت پر دفتر سے رجوع کریں۔ سرکاری اعلامیہ کے مطابق متعلقہ محکمے کی جانب سے مقررہ تاریخ تک درخواستیں طلب کی گئی ہیں اور شرائط و ضوابط کے مطابق کارروائی عمل میں لائی جائے گی۔ شہریوں سے گزارش ہے کہ وہ مقررہ وقت پر دفتر سے رجوع کریں۔ سرکاری اعلامیہ کے مطابق متعلقہ محکمے کی جانب سے مقررہ تاریخ تک درخواستیں طلب کی گئی ہیں اور شرائط و ضوابط کے مطابق کارروائی عمل میں لائی جائے گی۔ شہریوں سے گزارش ہے کہ وہ مقررہ وقت پر دفتر سے رجوع کریں۔ سرکاری اعلامیہ کے مطابق متعلقہ محکمے کی جانب سے مقررہ تاریخ تک درخواستیں طلب کی گئی ہیں اور شرائط و ضوابط کے مطابق کارروائی عمل میں لائی جائے گی۔ شہریوں سے گزارش ہے کہ وہ مقررہ وقت پر دفتر سے رجوع کریں۔ سرکاری اعلامیہ کے مطابق متعلقہ محکمے کی جانب سے مقررہ تاریخ تک درخواستیں طلب کی گئی ہیں اور شرائط و ضوابط کے مطابق کارروائی عمل میں لائی جائے گی۔ شہریوں سے گزارش ہے کہ وہ مقررہ وقت پر دفتر سے رجوع کریں۔ bbox=[3, 788, 63, 1031]
article-text: سرکاری اعلامیہ کے مطابق متعلقہ محکمے کی جانب سے مقررہ تاریخ تک درخواستیں طلب کی گئی ہیں اور شرائط و ضوابط کے مطابق کارروائی عمل میں لائی جائے گی۔ شہریوں سے گزارش ہے کہ وہ مقررہ وقت پر دفتر سے رجوع کریں۔ سرکاری اعلامیہ کے مطابق متعلقہ محکمے کی جانب سے مقررہ تاریخ تک درخواستیں طلب کی گئی ہیں اور شرائط و ضوابط کے مطابق کارروائی عمل میں لائی جائے گی۔ شہریوں سے گزارش ہے کہ وہ مقررہ وقت پر دفتر سے رجوع کریں۔ سرکاری اعلامیہ کے مطابق متعلقہ محکمے کی جانب سے مقررہ تاریخ تک درخواستیں طلب کی گئی ہیں اور شرائط و ضوابط کے مطابق کارروائی عمل میں لائی جائے گی۔ شہریوں سے گزارش ہے کہ وہ مقررہ وقت پر دفتر سے رجوع کریں۔ سرکاری اعلامیہ کے مطابق متعلقہ محکمے کی جانب سے مقررہ تاریخ تک درخواستیں طلب کی گئی ہیں اور شرائط و ضوابط کے مطابق کارروائی عمل میں لائی جائے گی۔ شہریوں سے گزارش ہے کہ وہ مقررہ وقت پر دفتر سے رجوع کریں۔ سرکاری اعلامیہ کے مطابق متعلقہ محکمے کی جانب سے مقررہ تاریخ تک درخواستیں طلب کی گئی ہیں اور شرائط و ضوابط کے مطابق کارروائی عمل میں لائی جائے گی۔ شہریوں سے گزارش ہے کہ وہ مقررہ وقت پر دفتر سے رجوع کریں۔ سرکاری اعلامیہ کے مطابق متعلقہ محکمے کی جانب سے مقررہ تاریخ تک درخواستیں طلب کی گئی ہیں اور شرائط و ضوابط کے مطابق کارروائی عمل میں لائی جائے گی۔ شہریوں سے گزارش ہے کہ وہ مقررہ وقت پر دفتر سے رجوع کریں۔ bbox=[328, 16, 388, 258]
column-6 bbox=[325, 15, 389, 2318]
section-number: نمبر 10 bbox=[363, 1035, 385, 1041]
section-number-box bbox=[263, 1548, 323, 1558]
section-number-box bbox=[392, 1289, 452, 1299]
column-5 bbox=[260, 15, 325, 2575]
section-number: نمبر 29 bbox=[234, 1550, 256, 1556]
city-peshawar: Peshawar. bbox=[459, 47, 486, 54]
section-number-box bbox=[263, 776, 323, 786]
section-number: نمبر 42 bbox=[38, 1035, 60, 1041]
section-number-box bbox=[263, 518, 323, 528]
section-number-box bbox=[67, 776, 128, 786]
editorial-headline: ٹریفک حادثات اور حکام کی ذمہ داریاں bbox=[454, 93, 603, 115]
masthead-date-line: پیر ۱۷ فروری ۲۰۲۵ء bbox=[510, 72, 547, 77]
notice-ref-6: T01837-21-0001 bbox=[458, 1015, 500, 1021]
article-text: سرکاری اعلامیہ کے مطابق متعلقہ محکمے کی جانب سے مقررہ تاریخ تک درخواستیں طلب کی گئی ہیں اور شرائط و ضوابط کے مطابق کارروائی عمل میں لائی جائے گی۔ شہریوں سے گزارش ہے کہ وہ مقررہ وقت پر دفتر سے رجوع کریں۔ سرکاری اعلامیہ کے مطابق متعلقہ محکمے کی جانب سے مقررہ تاریخ تک درخواستیں طلب کی گئی ہیں اور شرائط و ضوابط کے مطابق کارروائی عمل میں لائی جائے گی۔ شہریوں سے گزارش ہے کہ وہ مقررہ وقت پر دفتر سے رجوع کریں۔ سرکاری اعلامیہ کے مطابق متعلقہ محکمے کی جانب سے مقررہ تاریخ تک درخواستیں طلب کی گئی ہیں اور شرائط و ضوابط کے مطابق کارروائی عمل میں لائی جائے گی۔ شہریوں سے گزارش ہے کہ وہ مقررہ وقت پر دفتر سے رجوع کریں۔ سرکاری اعلامیہ کے مطابق متعلقہ محکمے کی جانب سے مقررہ تاریخ تک درخواستیں طلب کی گئی ہیں اور شرائط و ضوابط کے مطابق کارروائی عمل میں لائی جائے گی۔ شہریوں سے گزارش ہے کہ وہ مقررہ وقت پر دفتر سے رجوع کریں۔ سرکاری اعلامیہ کے مطابق متعلقہ محکمے کی جانب سے مقررہ تاریخ تک درخواستیں طلب کی گئی ہیں اور شرائط و ضوابط کے مطابق کارروائی عمل میں لائی جائے گی۔ شہریوں سے گزارش ہے کہ وہ مقررہ وقت پر دفتر سے رجوع کریں۔ سرکاری اعلامیہ کے مطابق متعلقہ محکمے کی جانب سے مقررہ تاریخ تک درخواستیں طلب کی گئی ہیں اور شرائط و ضوابط کے مطابق کارروائی عمل میں لائی جائے گی۔ شہریوں سے گزارش ہے کہ وہ مقررہ وقت پر دفتر سے رجوع کریں۔ bbox=[263, 1303, 323, 1545]
notice-ref-4: DISTRICT/CITY/G.B/53-61/KARACHI,DATED:12-02-2025 bbox=[458, 988, 590, 994]
section-number: نمبر 3 bbox=[432, 1806, 450, 1812]
header-english-dateline: THE DAILY UMMAT ,SUNDAY FEBRUARY 17,2025 bbox=[3, 1, 194, 11]
notice-body: یہ نوٹس انوائٹنگ ٹینڈر نمبر کے حوالے سے ہے جو مورخہ 10 جنوری 2025 کو اخبارات میں شائع کیا گیا تھا۔ بولی ایس پی پی آر اے رولز 2010 کے تحت منسوخ کی جاتی ہے۔ QPM, PSP ویب سائٹ پر دستیاب ہے۔ SPPRA کی ویب سائٹ ملاحظہ کریں۔ bbox=[458, 1034, 599, 1063]
section-number-box bbox=[3, 776, 63, 786]
section-number: نمبر 22 bbox=[299, 2065, 321, 2071]
article-text: سرکاری اعلامیہ کے مطابق متعلقہ محکمے کی جانب سے مقررہ تاریخ تک درخواستیں طلب کی گئی ہیں اور شرائط و ضوابط کے مطابق کارروائی عمل میں لائی جائے گی۔ شہریوں سے گزارش ہے کہ وہ مقررہ وقت پر دفتر سے رجوع کریں۔ سرکاری اعلامیہ کے مطابق متعلقہ محکمے کی جانب سے مقررہ تاریخ تک درخواستیں طلب کی گئی ہیں اور شرائط و ضوابط کے مطابق کارروائی عمل میں لائی جائے گی۔ شہریوں سے گزارش ہے کہ وہ مقررہ وقت پر دفتر سے رجوع کریں۔ سرکاری اعلامیہ کے مطابق متعلقہ محکمے کی جانب سے مقررہ تاریخ تک درخواستیں طلب کی گئی ہیں اور شرائط و ضوابط کے مطابق کارروائی عمل میں لائی جائے گی۔ شہریوں سے گزارش ہے کہ وہ مقررہ وقت پر دفتر سے رجوع کریں۔ سرکاری اعلامیہ کے مطابق متعلقہ محکمے کی جانب سے مقررہ تاریخ تک درخواستیں طلب کی گئی ہیں اور شرائط و ضوابط کے مطابق کارروائی عمل میں لائی جائے گی۔ شہریوں سے گزارش ہے کہ وہ مقررہ وقت پر دفتر سے رجوع کریں۔ سرکاری اعلامیہ کے مطابق متعلقہ محکمے کی جانب سے مقررہ تاریخ تک درخواستیں طلب کی گئی ہیں اور شرائط و ضوابط کے مطابق کارروائی عمل میں لائی جائے گی۔ شہریوں سے گزارش ہے کہ وہ مقررہ وقت پر دفتر سے رجوع کریں۔ سرکاری اعلامیہ کے مطابق متعلقہ محکمے کی جانب سے مقررہ تاریخ تک درخواستیں طلب کی گئی ہیں اور شرائط و ضوابط کے مطابق کارروائی عمل میں لائی جائے گی۔ شہریوں سے گزارش ہے کہ وہ مقررہ وقت پر دفتر سے رجوع کریں۔ bbox=[392, 2074, 452, 2317]
article-text: سرکاری اعلامیہ کے مطابق متعلقہ محکمے کی جانب سے مقررہ تاریخ تک درخواستیں طلب کی گئی ہیں اور شرائط و ضوابط کے مطابق کارروائی عمل میں لائی جائے گی۔ شہریوں سے گزارش ہے کہ وہ مقررہ وقت پر دفتر سے رجوع کریں۔ سرکاری اعلامیہ کے مطابق متعلقہ محکمے کی جانب سے مقررہ تاریخ تک درخواستیں طلب کی گئی ہیں اور شرائط و ضوابط کے مطابق کارروائی عمل میں لائی جائے گی۔ شہریوں سے گزارش ہے کہ وہ مقررہ وقت پر دفتر سے رجوع کریں۔ سرکاری اعلامیہ کے مطابق متعلقہ محکمے کی جانب سے مقررہ تاریخ تک درخواستیں طلب کی گئی ہیں اور شرائط و ضوابط کے مطابق کارروائی عمل میں لائی جائے گی۔ شہریوں سے گزارش ہے کہ وہ مقررہ وقت پر دفتر سے رجوع کریں۔ سرکاری اعلامیہ کے مطابق متعلقہ محکمے کی جانب سے مقررہ تاریخ تک درخواستیں طلب کی گئی ہیں اور شرائط و ضوابط کے مطابق کارروائی عمل میں لائی جائے گی۔ شہریوں سے گزارش ہے کہ وہ مقررہ وقت پر دفتر سے رجوع کریں۔ سرکاری اعلامیہ کے مطابق متعلقہ محکمے کی جانب سے مقررہ تاریخ تک درخواستیں طلب کی گئی ہیں اور شرائط و ضوابط کے مطابق کارروائی عمل میں لائی جائے گی۔ شہریوں سے گزارش ہے کہ وہ مقررہ وقت پر دفتر سے رجوع کریں۔ سرکاری اعلامیہ کے مطابق متعلقہ محکمے کی جانب سے مقررہ تاریخ تک درخواستیں طلب کی گئی ہیں اور شرائط و ضوابط کے مطابق کارروائی عمل میں لائی جائے گی۔ شہریوں سے گزارش ہے کہ وہ مقررہ وقت پر دفتر سے رجوع کریں۔ bbox=[392, 1817, 452, 2059]
article-text: سرکاری اعلامیہ کے مطابق متعلقہ محکمے کی جانب سے مقررہ تاریخ تک درخواستیں طلب کی گئی ہیں اور شرائط و ضوابط کے مطابق کارروائی عمل میں لائی جائے گی۔ شہریوں سے گزارش ہے کہ وہ مقررہ وقت پر دفتر سے رجوع کریں۔ سرکاری اعلامیہ کے مطابق متعلقہ محکمے کی جانب سے مقررہ تاریخ تک درخواستیں طلب کی گئی ہیں اور شرائط و ضوابط کے مطابق کارروائی عمل میں لائی جائے گی۔ شہریوں سے گزارش ہے کہ وہ مقررہ وقت پر دفتر سے رجوع کریں۔ سرکاری اعلامیہ کے مطابق متعلقہ محکمے کی جانب سے مقررہ تاریخ تک درخواستیں طلب کی گئی ہیں اور شرائط و ضوابط کے مطابق کارروائی عمل میں لائی جائے گی۔ شہریوں سے گزارش ہے کہ وہ مقررہ وقت پر دفتر سے رجوع کریں۔ سرکاری اعلامیہ کے مطابق متعلقہ محکمے کی جانب سے مقررہ تاریخ تک درخواستیں طلب کی گئی ہیں اور شرائط و ضوابط کے مطابق کارروائی عمل میں لائی جائے گی۔ شہریوں سے گزارش ہے کہ وہ مقررہ وقت پر دفتر سے رجوع کریں۔ سرکاری اعلامیہ کے مطابق متعلقہ محکمے کی جانب سے مقررہ تاریخ تک درخواستیں طلب کی گئی ہیں اور شرائط و ضوابط کے مطابق کارروائی عمل میں لائی جائے گی۔ شہریوں سے گزارش ہے کہ وہ مقررہ وقت پر دفتر سے رجوع کریں۔ سرکاری اعلامیہ کے مطابق متعلقہ محکمے کی جانب سے مقررہ تاریخ تک درخواستیں طلب کی گئی ہیں اور شرائط و ضوابط کے مطابق کارروائی عمل میں لائی جائے گی۔ شہریوں سے گزارش ہے کہ وہ مقررہ وقت پر دفتر سے رجوع کریں۔ bbox=[263, 788, 323, 1031]
section-number: نمبر 9 bbox=[367, 777, 385, 784]
section-number-box bbox=[392, 2062, 452, 2072]
section-number: نمبر 5 bbox=[432, 1291, 450, 1297]
article-text: سرکاری اعلامیہ کے مطابق متعلقہ محکمے کی جانب سے مقررہ تاریخ تک درخواستیں طلب کی گئی ہیں اور شرائط و ضوابط کے مطابق کارروائی عمل میں لائی جائے گی۔ شہریوں سے گزارش ہے کہ وہ مقررہ وقت پر دفتر سے رجوع کریں۔ سرکاری اعلامیہ کے مطابق متعلقہ محکمے کی جانب سے مقررہ تاریخ تک درخواستیں طلب کی گئی ہیں اور شرائط و ضوابط کے مطابق کارروائی عمل میں لائی جائے گی۔ شہریوں سے گزارش ہے کہ وہ مقررہ وقت پر دفتر سے رجوع کریں۔ سرکاری اعلامیہ کے مطابق متعلقہ محکمے کی جانب سے مقررہ تاریخ تک درخواستیں طلب کی گئی ہیں اور شرائط و ضوابط کے مطابق کارروائی عمل میں لائی جائے گی۔ شہریوں سے گزارش ہے کہ وہ مقررہ وقت پر دفتر سے رجوع کریں۔ سرکاری اعلامیہ کے مطابق متعلقہ محکمے کی جانب سے مقررہ تاریخ تک درخواستیں طلب کی گئی ہیں اور شرائط و ضوابط کے مطابق کارروائی عمل میں لائی جائے گی۔ شہریوں سے گزارش ہے کہ وہ مقررہ وقت پر دفتر سے رجوع کریں۔ سرکاری اعلامیہ کے مطابق متعلقہ محکمے کی جانب سے مقررہ تاریخ تک درخواستیں طلب کی گئی ہیں اور شرائط و ضوابط کے مطابق کارروائی عمل میں لائی جائے گی۔ شہریوں سے گزارش ہے کہ وہ مقررہ وقت پر دفتر سے رجوع کریں۔ سرکاری اعلامیہ کے مطابق متعلقہ محکمے کی جانب سے مقررہ تاریخ تک درخواستیں طلب کی گئی ہیں اور شرائط و ضوابط کے مطابق کارروائی عمل میں لائی جائے گی۔ شہریوں سے گزارش ہے کہ وہ مقررہ وقت پر دفتر سے رجوع کریں۔ bbox=[263, 1818, 323, 2060]
section-number-box bbox=[198, 261, 259, 271]
article-text: سرکاری اعلامیہ کے مطابق متعلقہ محکمے کی جانب سے مقررہ تاریخ تک درخواستیں طلب کی گئی ہیں اور شرائط و ضوابط کے مطابق کارروائی عمل میں لائی جائے گی۔ شہریوں سے گزارش ہے کہ وہ مقررہ وقت پر دفتر سے رجوع کریں۔ سرکاری اعلامیہ کے مطابق متعلقہ محکمے کی جانب سے مقررہ تاریخ تک درخواستیں طلب کی گئی ہیں اور شرائط و ضوابط کے مطابق کارروائی عمل میں لائی جائے گی۔ شہریوں سے گزارش ہے کہ وہ مقررہ وقت پر دفتر سے رجوع کریں۔ سرکاری اعلامیہ کے مطابق متعلقہ محکمے کی جانب سے مقررہ تاریخ تک درخواستیں طلب کی گئی ہیں اور شرائط و ضوابط کے مطابق کارروائی عمل میں لائی جائے گی۔ شہریوں سے گزارش ہے کہ وہ مقررہ وقت پر دفتر سے رجوع کریں۔ سرکاری اعلامیہ کے مطابق متعلقہ محکمے کی جانب سے مقررہ تاریخ تک درخواستیں طلب کی گئی ہیں اور شرائط و ضوابط کے مطابق کارروائی عمل میں لائی جائے گی۔ شہریوں سے گزارش ہے کہ وہ مقررہ وقت پر دفتر سے رجوع کریں۔ سرکاری اعلامیہ کے مطابق متعلقہ محکمے کی جانب سے مقررہ تاریخ تک درخواستیں طلب کی گئی ہیں اور شرائط و ضوابط کے مطابق کارروائی عمل میں لائی جائے گی۔ شہریوں سے گزارش ہے کہ وہ مقررہ وقت پر دفتر سے رجوع کریں۔ سرکاری اعلامیہ کے مطابق متعلقہ محکمے کی جانب سے مقررہ تاریخ تک درخواستیں طلب کی گئی ہیں اور شرائط و ضوابط کے مطابق کارروائی عمل میں لائی جائے گی۔ شہریوں سے گزارش ہے کہ وہ مقررہ وقت پر دفتر سے رجوع کریں۔ bbox=[263, 1561, 323, 1803]
editorial-body: کراچی میں ٹریفک حادثات کا سلسلہ جاری ہے۔ بھاری گاڑیوں کی وجہ سے ہونے والے حادثات میں شہری جاں بحق ہو رہے ہیں اور متعلقہ ادارے اس صورتحال پر قابو پانے میں ناکام دکھائی دیتے ہیں۔ شہر کی مصروف شاہراہوں پر ڈمپر، ٹینکر اور ٹرالر تیز رفتاری سے دوڑتے ہیں جبکہ ٹریفک پولیس کی موجودگی کے باوجود قوانین کی خلاف ورزی معمول بن چکی ہے۔ گزشتہ چند ہفتوں کے دوران درجنوں افراد جان کی بازی ہار چکے ہیں۔ حکام کی جانب سے بھاری گاڑیوں کے اوقات کار مقرر کرنے کا اعلان تو کیا گیا مگر اس پر عملدرآمد نہیں ہو سکا۔ شہریوں کا مطالبہ ہے کہ ٹریفک قوانین پر سختی سے عمل کرایا جائے اور غیر تربیت یافتہ ڈرائیوروں کے خلاف کارروائی کی جائے۔ ٹریفک پولیس کو جدید آلات سے لیس کیا جائے اور سڑکوں پر کیمروں کی تنصیب کی جائے تاکہ خلاف ورزی کرنے والوں کی نشاندہی ہو سکے۔ حکومت سندھ کو چاہیے کہ وہ اس معاملے کو سنجیدگی سے لے اور فوری اقدامات کرے۔ بلدیاتی اداروں کی ذمہ داری ہے کہ سڑکوں کی مرمت کرائیں اور ٹوٹی پھوٹی سڑکوں کی وجہ سے ہونے والے حادثات کا سدباب کریں۔ شہر کی آبادی میں اضافے کے ساتھ گاڑیوں کی تعداد بھی بڑھ رہی ہے لیکن سڑکوں کا نظام اس کے مطابق بہتر نہیں بنایا گیا۔ پبلک ٹرانسپورٹ کا نظام بھی ناکافی ہے جس کی وجہ سے لوگ موٹر سائیکلوں پر سفر کرنے پر مجبور ہیں اور یہی طبقہ سب سے زیادہ حادثات کا شکار ہوتا ہے۔ لائسنس کے اجرا کے نظام کو شفاف بنانے کی بھی ضرورت ہے تاکہ صرف اہل افراد ہی گاڑی چلا سکیں۔ ڈمپر اور ٹینکر مالکان کے خلاف بھی کارروائی ہونی چاہیے جو اپنی گاڑیوں کی فٹنس کا خیال نہیں رکھتے۔ عوامی آگاہی مہم بھی چلائی جائے تاکہ شہری ٹریفک قوانین کی پابندی کریں۔ امید ہے کہ حکام اس جانب فوری توجہ دیں گے اور قیمتی انسانی جانوں کے ضیاع کو روکنے کے لیے مؤثر حکمت عملی اپنائیں گے۔ اس سلسلے میں صوبائی حکومت، ضلعی انتظامیہ اور ٹریفک پولیس کو مل کر کام کرنا ہوگا تاکہ شہر کی سڑکیں محفوظ بن سکیں۔ bbox=[457, 118, 600, 300]
section-number: نمبر 12 bbox=[363, 1550, 385, 1556]
section-number: نمبر 18 bbox=[299, 1035, 321, 1041]
article-text: سرکاری اعلامیہ کے مطابق متعلقہ محکمے کی جانب سے مقررہ تاریخ تک درخواستیں طلب کی گئی ہیں اور شرائط و ضوابط کے مطابق کارروائی عمل میں لائی جائے گی۔ شہریوں سے گزارش ہے کہ وہ مقررہ وقت پر دفتر سے رجوع کریں۔ سرکاری اعلامیہ کے مطابق متعلقہ محکمے کی جانب سے مقررہ تاریخ تک درخواستیں طلب کی گئی ہیں اور شرائط و ضوابط کے مطابق کارروائی عمل میں لائی جائے گی۔ شہریوں سے گزارش ہے کہ وہ مقررہ وقت پر دفتر سے رجوع کریں۔ سرکاری اعلامیہ کے مطابق متعلقہ محکمے کی جانب سے مقررہ تاریخ تک درخواستیں طلب کی گئی ہیں اور شرائط و ضوابط کے مطابق کارروائی عمل میں لائی جائے گی۔ شہریوں سے گزارش ہے کہ وہ مقررہ وقت پر دفتر سے رجوع کریں۔ سرکاری اعلامیہ کے مطابق متعلقہ محکمے کی جانب سے مقررہ تاریخ تک درخواستیں طلب کی گئی ہیں اور شرائط و ضوابط کے مطابق کارروائی عمل میں لائی جائے گی۔ شہریوں سے گزارش ہے کہ وہ مقررہ وقت پر دفتر سے رجوع کریں۔ سرکاری اعلامیہ کے مطابق متعلقہ محکمے کی جانب سے مقررہ تاریخ تک درخواستیں طلب کی گئی ہیں اور شرائط و ضوابط کے مطابق کارروائی عمل میں لائی جائے گی۔ شہریوں سے گزارش ہے کہ وہ مقررہ وقت پر دفتر سے رجوع کریں۔ سرکاری اعلامیہ کے مطابق متعلقہ محکمے کی جانب سے مقررہ تاریخ تک درخواستیں طلب کی گئی ہیں اور شرائط و ضوابط کے مطابق کارروائی عمل میں لائی جائے گی۔ شہریوں سے گزارش ہے کہ وہ مقررہ وقت پر دفتر سے رجوع کریں۔ bbox=[392, 529, 452, 772]
notice-ref-3: SSP TRAFFIC (NIT) bbox=[458, 980, 510, 986]
section-number: نمبر 28 bbox=[234, 1292, 256, 1299]
section-number-box bbox=[263, 2063, 323, 2073]
section-number-box bbox=[198, 1548, 259, 1558]
section-number-box bbox=[328, 518, 388, 528]
section-number: نمبر 25 bbox=[234, 520, 256, 526]
section-number: نمبر 37 bbox=[104, 520, 126, 526]
article-text: سرکاری اعلامیہ کے مطابق متعلقہ محکمے کی جانب سے مقررہ تاریخ تک درخواستیں طلب کی گئی ہیں اور شرائط و ضوابط کے مطابق کارروائی عمل میں لائی جائے گی۔ شہریوں سے گزارش ہے کہ وہ مقررہ وقت پر دفتر سے رجوع کریں۔ سرکاری اعلامیہ کے مطابق متعلقہ محکمے کی جانب سے مقررہ تاریخ تک درخواستیں طلب کی گئی ہیں اور شرائط و ضوابط کے مطابق کارروائی عمل میں لائی جائے گی۔ شہریوں سے گزارش ہے کہ وہ مقررہ وقت پر دفتر سے رجوع کریں۔ سرکاری اعلامیہ کے مطابق متعلقہ محکمے کی جانب سے مقررہ تاریخ تک درخواستیں طلب کی گئی ہیں اور شرائط و ضوابط کے مطابق کارروائی عمل میں لائی جائے گی۔ شہریوں سے گزارش ہے کہ وہ مقررہ وقت پر دفتر سے رجوع کریں۔ سرکاری اعلامیہ کے مطابق متعلقہ محکمے کی جانب سے مقررہ تاریخ تک درخواستیں طلب کی گئی ہیں اور شرائط و ضوابط کے مطابق کارروائی عمل میں لائی جائے گی۔ شہریوں سے گزارش ہے کہ وہ مقررہ وقت پر دفتر سے رجوع کریں۔ سرکاری اعلامیہ کے مطابق متعلقہ محکمے کی جانب سے مقررہ تاریخ تک درخواستیں طلب کی گئی ہیں اور شرائط و ضوابط کے مطابق کارروائی عمل میں لائی جائے گی۔ شہریوں سے گزارش ہے کہ وہ مقررہ وقت پر دفتر سے رجوع کریں۔ سرکاری اعلامیہ کے مطابق متعلقہ محکمے کی جانب سے مقررہ تاریخ تک درخواستیں طلب کی گئی ہیں اور شرائط و ضوابط کے مطابق کارروائی عمل میں لائی جائے گی۔ شہریوں سے گزارش ہے کہ وہ مقررہ وقت پر دفتر سے رجوع کریں۔ bbox=[198, 1561, 259, 1803]
column-1 bbox=[0, 15, 65, 1288]
section-number-box bbox=[198, 776, 259, 786]
article-text: سرکاری اعلامیہ کے مطابق متعلقہ محکمے کی جانب سے مقررہ تاریخ تک درخواستیں طلب کی گئی ہیں اور شرائط و ضوابط کے مطابق کارروائی عمل میں لائی جائے گی۔ شہریوں سے گزارش ہے کہ وہ مقررہ وقت پر دفتر سے رجوع کریں۔ سرکاری اعلامیہ کے مطابق متعلقہ محکمے کی جانب سے مقررہ تاریخ تک درخواستیں طلب کی گئی ہیں اور شرائط و ضوابط کے مطابق کارروائی عمل میں لائی جائے گی۔ شہریوں سے گزارش ہے کہ وہ مقررہ وقت پر دفتر سے رجوع کریں۔ سرکاری اعلامیہ کے مطابق متعلقہ محکمے کی جانب سے مقررہ تاریخ تک درخواستیں طلب کی گئی ہیں اور شرائط و ضوابط کے مطابق کارروائی عمل میں لائی جائے گی۔ شہریوں سے گزارش ہے کہ وہ مقررہ وقت پر دفتر سے رجوع کریں۔ سرکاری اعلامیہ کے مطابق متعلقہ محکمے کی جانب سے مقررہ تاریخ تک درخواستیں طلب کی گئی ہیں اور شرائط و ضوابط کے مطابق کارروائی عمل میں لائی جائے گی۔ شہریوں سے گزارش ہے کہ وہ مقررہ وقت پر دفتر سے رجوع کریں۔ سرکاری اعلامیہ کے مطابق متعلقہ محکمے کی جانب سے مقررہ تاریخ تک درخواستیں طلب کی گئی ہیں اور شرائط و ضوابط کے مطابق کارروائی عمل میں لائی جائے گی۔ شہریوں سے گزارش ہے کہ وہ مقررہ وقت پر دفتر سے رجوع کریں۔ سرکاری اعلامیہ کے مطابق متعلقہ محکمے کی جانب سے مقررہ تاریخ تک درخواستیں طلب کی گئی ہیں اور شرائط و ضوابط کے مطابق کارروائی عمل میں لائی جائے گی۔ شہریوں سے گزارش ہے کہ وہ مقررہ وقت پر دفتر سے رجوع کریں۔ bbox=[263, 273, 323, 516]
section-number: نمبر 7 bbox=[367, 263, 385, 269]
article-text: سرکاری اعلامیہ کے مطابق متعلقہ محکمے کی جانب سے مقررہ تاریخ تک درخواستیں طلب کی گئی ہیں اور شرائط و ضوابط کے مطابق کارروائی عمل میں لائی جائے گی۔ شہریوں سے گزارش ہے کہ وہ مقررہ وقت پر دفتر سے رجوع کریں۔ سرکاری اعلامیہ کے مطابق متعلقہ محکمے کی جانب سے مقررہ تاریخ تک درخواستیں طلب کی گئی ہیں اور شرائط و ضوابط کے مطابق کارروائی عمل میں لائی جائے گی۔ شہریوں سے گزارش ہے کہ وہ مقررہ وقت پر دفتر سے رجوع کریں۔ سرکاری اعلامیہ کے مطابق متعلقہ محکمے کی جانب سے مقررہ تاریخ تک درخواستیں طلب کی گئی ہیں اور شرائط و ضوابط کے مطابق کارروائی عمل میں لائی جائے گی۔ شہریوں سے گزارش ہے کہ وہ مقررہ وقت پر دفتر سے رجوع کریں۔ سرکاری اعلامیہ کے مطابق متعلقہ محکمے کی جانب سے مقررہ تاریخ تک درخواستیں طلب کی گئی ہیں اور شرائط و ضوابط کے مطابق کارروائی عمل میں لائی جائے گی۔ شہریوں سے گزارش ہے کہ وہ مقررہ وقت پر دفتر سے رجوع کریں۔ سرکاری اعلامیہ کے مطابق متعلقہ محکمے کی جانب سے مقررہ تاریخ تک درخواستیں طلب کی گئی ہیں اور شرائط و ضوابط کے مطابق کارروائی عمل میں لائی جائے گی۔ شہریوں سے گزارش ہے کہ وہ مقررہ وقت پر دفتر سے رجوع کریں۔ سرکاری اعلامیہ کے مطابق متعلقہ محکمے کی جانب سے مقررہ تاریخ تک درخواستیں طلب کی گئی ہیں اور شرائط و ضوابط کے مطابق کارروائی عمل میں لائی جائے گی۔ شہریوں سے گزارش ہے کہ وہ مقررہ وقت پر دفتر سے رجوع کریں۔ bbox=[133, 1303, 194, 1545]
notice-ref-2: DISTRICT/CITY/G.B/53-61/KARACHI,DATED:12-02-2025 bbox=[458, 939, 590, 945]
newspaper-page bbox=[0, 15, 604, 2575]
section-number: نمبر 2 bbox=[432, 1549, 450, 1555]
article-text: سرکاری اعلامیہ کے مطابق متعلقہ محکمے کی جانب سے مقررہ تاریخ تک درخواستیں طلب کی گئی ہیں اور شرائط و ضوابط کے مطابق کارروائی عمل میں لائی جائے گی۔ شہریوں سے گزارش ہے کہ وہ مقررہ وقت پر دفتر سے رجوع کریں۔ سرکاری اعلامیہ کے مطابق متعلقہ محکمے کی جانب سے مقررہ تاریخ تک درخواستیں طلب کی گئی ہیں اور شرائط و ضوابط کے مطابق کارروائی عمل میں لائی جائے گی۔ شہریوں سے گزارش ہے کہ وہ مقررہ وقت پر دفتر سے رجوع کریں۔ سرکاری اعلامیہ کے مطابق متعلقہ محکمے کی جانب سے مقررہ تاریخ تک درخواستیں طلب کی گئی ہیں اور شرائط و ضوابط کے مطابق کارروائی عمل میں لائی جائے گی۔ شہریوں سے گزارش ہے کہ وہ مقررہ وقت پر دفتر سے رجوع کریں۔ سرکاری اعلامیہ کے مطابق متعلقہ محکمے کی جانب سے مقررہ تاریخ تک درخواستیں طلب کی گئی ہیں اور شرائط و ضوابط کے مطابق کارروائی عمل میں لائی جائے گی۔ شہریوں سے گزارش ہے کہ وہ مقررہ وقت پر دفتر سے رجوع کریں۔ سرکاری اعلامیہ کے مطابق متعلقہ محکمے کی جانب سے مقررہ تاریخ تک درخواستیں طلب کی گئی ہیں اور شرائط و ضوابط کے مطابق کارروائی عمل میں لائی جائے گی۔ شہریوں سے گزارش ہے کہ وہ مقررہ وقت پر دفتر سے رجوع کریں۔ سرکاری اعلامیہ کے مطابق متعلقہ محکمے کی جانب سے مقررہ تاریخ تک درخواستیں طلب کی گئی ہیں اور شرائط و ضوابط کے مطابق کارروائی عمل میں لائی جائے گی۔ شہریوں سے گزارش ہے کہ وہ مقررہ وقت پر دفتر سے رجوع کریں۔ bbox=[392, 1559, 452, 1802]
article-text: سرکاری اعلامیہ کے مطابق متعلقہ محکمے کی جانب سے مقررہ تاریخ تک درخواستیں طلب کی گئی ہیں اور شرائط و ضوابط کے مطابق کارروائی عمل میں لائی جائے گی۔ شہریوں سے گزارش ہے کہ وہ مقررہ وقت پر دفتر سے رجوع کریں۔ سرکاری اعلامیہ کے مطابق متعلقہ محکمے کی جانب سے مقررہ تاریخ تک درخواستیں طلب کی گئی ہیں اور شرائط و ضوابط کے مطابق کارروائی عمل میں لائی جائے گی۔ شہریوں سے گزارش ہے کہ وہ مقررہ وقت پر دفتر سے رجوع کریں۔ سرکاری اعلامیہ کے مطابق متعلقہ محکمے کی جانب سے مقررہ تاریخ تک درخواستیں طلب کی گئی ہیں اور شرائط و ضوابط کے مطابق کارروائی عمل میں لائی جائے گی۔ شہریوں سے گزارش ہے کہ وہ مقررہ وقت پر دفتر سے رجوع کریں۔ سرکاری اعلامیہ کے مطابق متعلقہ محکمے کی جانب سے مقررہ تاریخ تک درخواستیں طلب کی گئی ہیں اور شرائط و ضوابط کے مطابق کارروائی عمل میں لائی جائے گی۔ شہریوں سے گزارش ہے کہ وہ مقررہ وقت پر دفتر سے رجوع کریں۔ سرکاری اعلامیہ کے مطابق متعلقہ محکمے کی جانب سے مقررہ تاریخ تک درخواستیں طلب کی گئی ہیں اور شرائط و ضوابط کے مطابق کارروائی عمل میں لائی جائے گی۔ شہریوں سے گزارش ہے کہ وہ مقررہ وقت پر دفتر سے رجوع کریں۔ سرکاری اعلامیہ کے مطابق متعلقہ محکمے کی جانب سے مقررہ تاریخ تک درخواستیں طلب کی گئی ہیں اور شرائط و ضوابط کے مطابق کارروائی عمل میں لائی جائے گی۔ شہریوں سے گزارش ہے کہ وہ مقررہ وقت پر دفتر سے رجوع کریں۔ bbox=[328, 788, 388, 1031]
section-number: نمبر 41 bbox=[38, 777, 60, 784]
article-text: سرکاری اعلامیہ کے مطابق متعلقہ محکمے کی جانب سے مقررہ تاریخ تک درخواستیں طلب کی گئی ہیں اور شرائط و ضوابط کے مطابق کارروائی عمل میں لائی جائے گی۔ شہریوں سے گزارش ہے کہ وہ مقررہ وقت پر دفتر سے رجوع کریں۔ سرکاری اعلامیہ کے مطابق متعلقہ محکمے کی جانب سے مقررہ تاریخ تک درخواستیں طلب کی گئی ہیں اور شرائط و ضوابط کے مطابق کارروائی عمل میں لائی جائے گی۔ شہریوں سے گزارش ہے کہ وہ مقررہ وقت پر دفتر سے رجوع کریں۔ سرکاری اعلامیہ کے مطابق متعلقہ محکمے کی جانب سے مقررہ تاریخ تک درخواستیں طلب کی گئی ہیں اور شرائط و ضوابط کے مطابق کارروائی عمل میں لائی جائے گی۔ شہریوں سے گزارش ہے کہ وہ مقررہ وقت پر دفتر سے رجوع کریں۔ سرکاری اعلامیہ کے مطابق متعلقہ محکمے کی جانب سے مقررہ تاریخ تک درخواستیں طلب کی گئی ہیں اور شرائط و ضوابط کے مطابق کارروائی عمل میں لائی جائے گی۔ شہریوں سے گزارش ہے کہ وہ مقررہ وقت پر دفتر سے رجوع کریں۔ سرکاری اعلامیہ کے مطابق متعلقہ محکمے کی جانب سے مقررہ تاریخ تک درخواستیں طلب کی گئی ہیں اور شرائط و ضوابط کے مطابق کارروائی عمل میں لائی جائے گی۔ شہریوں سے گزارش ہے کہ وہ مقررہ وقت پر دفتر سے رجوع کریں۔ سرکاری اعلامیہ کے مطابق متعلقہ محکمے کی جانب سے مقررہ تاریخ تک درخواستیں طلب کی گئی ہیں اور شرائط و ضوابط کے مطابق کارروائی عمل میں لائی جائے گی۔ شہریوں سے گزارش ہے کہ وہ مقررہ وقت پر دفتر سے رجوع کریں۔ bbox=[3, 531, 63, 773]
notice-signature: سینئر سپرنٹنڈنٹ آف پولیس ٹریفک ڈسٹرکٹ سٹی کراچی bbox=[461, 1071, 525, 1082]
section-number: نمبر 39 bbox=[38, 263, 60, 269]
article-text: سرکاری اعلامیہ کے مطابق متعلقہ محکمے کی جانب سے مقررہ تاریخ تک درخواستیں طلب کی گئی ہیں اور شرائط و ضوابط کے مطابق کارروائی عمل میں لائی جائے گی۔ شہریوں سے گزارش ہے کہ وہ مقررہ وقت پر دفتر سے رجوع کریں۔ سرکاری اعلامیہ کے مطابق متعلقہ محکمے کی جانب سے مقررہ تاریخ تک درخواستیں طلب کی گئی ہیں اور شرائط و ضوابط کے مطابق کارروائی عمل میں لائی جائے گی۔ شہریوں سے گزارش ہے کہ وہ مقررہ وقت پر دفتر سے رجوع کریں۔ سرکاری اعلامیہ کے مطابق متعلقہ محکمے کی جانب سے مقررہ تاریخ تک درخواستیں طلب کی گئی ہیں اور شرائط و ضوابط کے مطابق کارروائی عمل میں لائی جائے گی۔ شہریوں سے گزارش ہے کہ وہ مقررہ وقت پر دفتر سے رجوع کریں۔ سرکاری اعلامیہ کے مطابق متعلقہ محکمے کی جانب سے مقررہ تاریخ تک درخواستیں طلب کی گئی ہیں اور شرائط و ضوابط کے مطابق کارروائی عمل میں لائی جائے گی۔ شہریوں سے گزارش ہے کہ وہ مقررہ وقت پر دفتر سے رجوع کریں۔ سرکاری اعلامیہ کے مطابق متعلقہ محکمے کی جانب سے مقررہ تاریخ تک درخواستیں طلب کی گئی ہیں اور شرائط و ضوابط کے مطابق کارروائی عمل میں لائی جائے گی۔ شہریوں سے گزارش ہے کہ وہ مقررہ وقت پر دفتر سے رجوع کریں۔ سرکاری اعلامیہ کے مطابق متعلقہ محکمے کی جانب سے مقررہ تاریخ تک درخواستیں طلب کی گئی ہیں اور شرائط و ضوابط کے مطابق کارروائی عمل میں لائی جائے گی۔ شہریوں سے گزارش ہے کہ وہ مقررہ وقت پر دفتر سے رجوع کریں۔ bbox=[328, 1046, 388, 1288]
article-text: سرکاری اعلامیہ کے مطابق متعلقہ محکمے کی جانب سے مقررہ تاریخ تک درخواستیں طلب کی گئی ہیں اور شرائط و ضوابط کے مطابق کارروائی عمل میں لائی جائے گی۔ شہریوں سے گزارش ہے کہ وہ مقررہ وقت پر دفتر سے رجوع کریں۔ سرکاری اعلامیہ کے مطابق متعلقہ محکمے کی جانب سے مقررہ تاریخ تک درخواستیں طلب کی گئی ہیں اور شرائط و ضوابط کے مطابق کارروائی عمل میں لائی جائے گی۔ شہریوں سے گزارش ہے کہ وہ مقررہ وقت پر دفتر سے رجوع کریں۔ سرکاری اعلامیہ کے مطابق متعلقہ محکمے کی جانب سے مقررہ تاریخ تک درخواستیں طلب کی گئی ہیں اور شرائط و ضوابط کے مطابق کارروائی عمل میں لائی جائے گی۔ شہریوں سے گزارش ہے کہ وہ مقررہ وقت پر دفتر سے رجوع کریں۔ سرکاری اعلامیہ کے مطابق متعلقہ محکمے کی جانب سے مقررہ تاریخ تک درخواستیں طلب کی گئی ہیں اور شرائط و ضوابط کے مطابق کارروائی عمل میں لائی جائے گی۔ شہریوں سے گزارش ہے کہ وہ مقررہ وقت پر دفتر سے رجوع کریں۔ سرکاری اعلامیہ کے مطابق متعلقہ محکمے کی جانب سے مقررہ تاریخ تک درخواستیں طلب کی گئی ہیں اور شرائط و ضوابط کے مطابق کارروائی عمل میں لائی جائے گی۔ شہریوں سے گزارش ہے کہ وہ مقررہ وقت پر دفتر سے رجوع کریں۔ سرکاری اعلامیہ کے مطابق متعلقہ محکمے کی جانب سے مقررہ تاریخ تک درخواستیں طلب کی گئی ہیں اور شرائط و ضوابط کے مطابق کارروائی عمل میں لائی جائے گی۔ شہریوں سے گزارش ہے کہ وہ مقررہ وقت پر دفتر سے رجوع کریں۔ bbox=[392, 1302, 452, 1544]
section-number: نمبر 31 bbox=[169, 263, 191, 269]
section-number: نمبر 15 bbox=[299, 263, 321, 269]
police-emblem-icon: ✪ bbox=[459, 865, 487, 893]
section-number-box bbox=[392, 1804, 452, 1814]
section-number: نمبر 4 bbox=[432, 1034, 450, 1040]
section-number-box bbox=[67, 261, 128, 271]
section-number-box bbox=[3, 1033, 63, 1043]
masthead bbox=[454, 15, 603, 91]
city-hyderabad: Hyderabad. bbox=[459, 40, 488, 47]
article-text: سرکاری اعلامیہ کے مطابق متعلقہ محکمے کی جانب سے مقررہ تاریخ تک درخواستیں طلب کی گئی ہیں اور شرائط و ضوابط کے مطابق کارروائی عمل میں لائی جائے گی۔ شہریوں سے گزارش ہے کہ وہ مقررہ وقت پر دفتر سے رجوع کریں۔ سرکاری اعلامیہ کے مطابق متعلقہ محکمے کی جانب سے مقررہ تاریخ تک درخواستیں طلب کی گئی ہیں اور شرائط و ضوابط کے مطابق کارروائی عمل میں لائی جائے گی۔ شہریوں سے گزارش ہے کہ وہ مقررہ وقت پر دفتر سے رجوع کریں۔ سرکاری اعلامیہ کے مطابق متعلقہ محکمے کی جانب سے مقررہ تاریخ تک درخواستیں طلب کی گئی ہیں اور شرائط و ضوابط کے مطابق کارروائی عمل میں لائی جائے گی۔ شہریوں سے گزارش ہے کہ وہ مقررہ وقت پر دفتر سے رجوع کریں۔ سرکاری اعلامیہ کے مطابق متعلقہ محکمے کی جانب سے مقررہ تاریخ تک درخواستیں طلب کی گئی ہیں اور شرائط و ضوابط کے مطابق کارروائی عمل میں لائی جائے گی۔ شہریوں سے گزارش ہے کہ وہ مقررہ وقت پر دفتر سے رجوع کریں۔ سرکاری اعلامیہ کے مطابق متعلقہ محکمے کی جانب سے مقررہ تاریخ تک درخواستیں طلب کی گئی ہیں اور شرائط و ضوابط کے مطابق کارروائی عمل میں لائی جائے گی۔ شہریوں سے گزارش ہے کہ وہ مقررہ وقت پر دفتر سے رجوع کریں۔ سرکاری اعلامیہ کے مطابق متعلقہ محکمے کی جانب سے مقررہ تاریخ تک درخواستیں طلب کی گئی ہیں اور شرائط و ضوابط کے مطابق کارروائی عمل میں لائی جائے گی۔ شہریوں سے گزارش ہے کہ وہ مقررہ وقت پر دفتر سے رجوع کریں۔ bbox=[198, 1818, 259, 2060]
section-number: نمبر 21 bbox=[299, 1807, 321, 1814]
section-number-box bbox=[198, 1033, 259, 1043]
section-number-box bbox=[263, 1291, 323, 1301]
notice-title: بولی کی منسوخی کا نوٹس bbox=[486, 953, 571, 960]
section-number-box bbox=[67, 518, 128, 528]
section-number-box bbox=[263, 1805, 323, 1816]
section-number-box bbox=[133, 261, 194, 271]
article-text: سرکاری اعلامیہ کے مطابق متعلقہ محکمے کی جانب سے مقررہ تاریخ تک درخواستیں طلب کی گئی ہیں اور شرائط و ضوابط کے مطابق کارروائی عمل میں لائی جائے گی۔ شہریوں سے گزارش ہے کہ وہ مقررہ وقت پر دفتر سے رجوع کریں۔ سرکاری اعلامیہ کے مطابق متعلقہ محکمے کی جانب سے مقررہ تاریخ تک درخواستیں طلب کی گئی ہیں اور شرائط و ضوابط کے مطابق کارروائی عمل میں لائی جائے گی۔ شہریوں سے گزارش ہے کہ وہ مقررہ وقت پر دفتر سے رجوع کریں۔ سرکاری اعلامیہ کے مطابق متعلقہ محکمے کی جانب سے مقررہ تاریخ تک درخواستیں طلب کی گئی ہیں اور شرائط و ضوابط کے مطابق کارروائی عمل میں لائی جائے گی۔ شہریوں سے گزارش ہے کہ وہ مقررہ وقت پر دفتر سے رجوع کریں۔ سرکاری اعلامیہ کے مطابق متعلقہ محکمے کی جانب سے مقررہ تاریخ تک درخواستیں طلب کی گئی ہیں اور شرائط و ضوابط کے مطابق کارروائی عمل میں لائی جائے گی۔ شہریوں سے گزارش ہے کہ وہ مقررہ وقت پر دفتر سے رجوع کریں۔ سرکاری اعلامیہ کے مطابق متعلقہ محکمے کی جانب سے مقررہ تاریخ تک درخواستیں طلب کی گئی ہیں اور شرائط و ضوابط کے مطابق کارروائی عمل میں لائی جائے گی۔ شہریوں سے گزارش ہے کہ وہ مقررہ وقت پر دفتر سے رجوع کریں۔ سرکاری اعلامیہ کے مطابق متعلقہ محکمے کی جانب سے مقررہ تاریخ تک درخواستیں طلب کی گئی ہیں اور شرائط و ضوابط کے مطابق کارروائی عمل میں لائی جائے گی۔ شہریوں سے گزارش ہے کہ وہ مقررہ وقت پر دفتر سے رجوع کریں۔ bbox=[198, 531, 259, 773]
section-number-box bbox=[263, 2320, 323, 2330]
article-text: سرکاری اعلامیہ کے مطابق متعلقہ محکمے کی جانب سے مقررہ تاریخ تک درخواستیں طلب کی گئی ہیں اور شرائط و ضوابط کے مطابق کارروائی عمل میں لائی جائے گی۔ شہریوں سے گزارش ہے کہ وہ مقررہ وقت پر دفتر سے رجوع کریں۔ سرکاری اعلامیہ کے مطابق متعلقہ محکمے کی جانب سے مقررہ تاریخ تک درخواستیں طلب کی گئی ہیں اور شرائط و ضوابط کے مطابق کارروائی عمل میں لائی جائے گی۔ شہریوں سے گزارش ہے کہ وہ مقررہ وقت پر دفتر سے رجوع کریں۔ سرکاری اعلامیہ کے مطابق متعلقہ محکمے کی جانب سے مقررہ تاریخ تک درخواستیں طلب کی گئی ہیں اور شرائط و ضوابط کے مطابق کارروائی عمل میں لائی جائے گی۔ شہریوں سے گزارش ہے کہ وہ مقررہ وقت پر دفتر سے رجوع کریں۔ سرکاری اعلامیہ کے مطابق متعلقہ محکمے کی جانب سے مقررہ تاریخ تک درخواستیں طلب کی گئی ہیں اور شرائط و ضوابط کے مطابق کارروائی عمل میں لائی جائے گی۔ شہریوں سے گزارش ہے کہ وہ مقررہ وقت پر دفتر سے رجوع کریں۔ سرکاری اعلامیہ کے مطابق متعلقہ محکمے کی جانب سے مقررہ تاریخ تک درخواستیں طلب کی گئی ہیں اور شرائط و ضوابط کے مطابق کارروائی عمل میں لائی جائے گی۔ شہریوں سے گزارش ہے کہ وہ مقررہ وقت پر دفتر سے رجوع کریں۔ سرکاری اعلامیہ کے مطابق متعلقہ محکمے کی جانب سے مقررہ تاریخ تک درخواستیں طلب کی گئی ہیں اور شرائط و ضوابط کے مطابق کارروائی عمل میں لائی جائے گی۔ شہریوں سے گزارش ہے کہ وہ مقررہ وقت پر دفتر سے رجوع کریں۔ bbox=[3, 273, 63, 516]
article-text: سرکاری اعلامیہ کے مطابق متعلقہ محکمے کی جانب سے مقررہ تاریخ تک درخواستیں طلب کی گئی ہیں اور شرائط و ضوابط کے مطابق کارروائی عمل میں لائی جائے گی۔ شہریوں سے گزارش ہے کہ وہ مقررہ وقت پر دفتر سے رجوع کریں۔ سرکاری اعلامیہ کے مطابق متعلقہ محکمے کی جانب سے مقررہ تاریخ تک درخواستیں طلب کی گئی ہیں اور شرائط و ضوابط کے مطابق کارروائی عمل میں لائی جائے گی۔ شہریوں سے گزارش ہے کہ وہ مقررہ وقت پر دفتر سے رجوع کریں۔ سرکاری اعلامیہ کے مطابق متعلقہ محکمے کی جانب سے مقررہ تاریخ تک درخواستیں طلب کی گئی ہیں اور شرائط و ضوابط کے مطابق کارروائی عمل میں لائی جائے گی۔ شہریوں سے گزارش ہے کہ وہ مقررہ وقت پر دفتر سے رجوع کریں۔ سرکاری اعلامیہ کے مطابق متعلقہ محکمے کی جانب سے مقررہ تاریخ تک درخواستیں طلب کی گئی ہیں اور شرائط و ضوابط کے مطابق کارروائی عمل میں لائی جائے گی۔ شہریوں سے گزارش ہے کہ وہ مقررہ وقت پر دفتر سے رجوع کریں۔ سرکاری اعلامیہ کے مطابق متعلقہ محکمے کی جانب سے مقررہ تاریخ تک درخواستیں طلب کی گئی ہیں اور شرائط و ضوابط کے مطابق کارروائی عمل میں لائی جائے گی۔ شہریوں سے گزارش ہے کہ وہ مقررہ وقت پر دفتر سے رجوع کریں۔ سرکاری اعلامیہ کے مطابق متعلقہ محکمے کی جانب سے مقررہ تاریخ تک درخواستیں طلب کی گئی ہیں اور شرائط و ضوابط کے مطابق کارروائی عمل میں لائی جائے گی۔ شہریوں سے گزارش ہے کہ وہ مقررہ وقت پر دفتر سے رجوع کریں۔ bbox=[133, 273, 194, 516]
public-notice bbox=[454, 859, 603, 1098]
section-number-box bbox=[328, 1805, 388, 1816]
article-text: سرکاری اعلامیہ کے مطابق متعلقہ محکمے کی جانب سے مقررہ تاریخ تک درخواستیں طلب کی گئی ہیں اور شرائط و ضوابط کے مطابق کارروائی عمل میں لائی جائے گی۔ شہریوں سے گزارش ہے کہ وہ مقررہ وقت پر دفتر سے رجوع کریں۔ سرکاری اعلامیہ کے مطابق متعلقہ محکمے کی جانب سے مقررہ تاریخ تک درخواستیں طلب کی گئی ہیں اور شرائط و ضوابط کے مطابق کارروائی عمل میں لائی جائے گی۔ شہریوں سے گزارش ہے کہ وہ مقررہ وقت پر دفتر سے رجوع کریں۔ سرکاری اعلامیہ کے مطابق متعلقہ محکمے کی جانب سے مقررہ تاریخ تک درخواستیں طلب کی گئی ہیں اور شرائط و ضوابط کے مطابق کارروائی عمل میں لائی جائے گی۔ شہریوں سے گزارش ہے کہ وہ مقررہ وقت پر دفتر سے رجوع کریں۔ سرکاری اعلامیہ کے مطابق متعلقہ محکمے کی جانب سے مقررہ تاریخ تک درخواستیں طلب کی گئی ہیں اور شرائط و ضوابط کے مطابق کارروائی عمل میں لائی جائے گی۔ شہریوں سے گزارش ہے کہ وہ مقررہ وقت پر دفتر سے رجوع کریں۔ سرکاری اعلامیہ کے مطابق متعلقہ محکمے کی جانب سے مقررہ تاریخ تک درخواستیں طلب کی گئی ہیں اور شرائط و ضوابط کے مطابق کارروائی عمل میں لائی جائے گی۔ شہریوں سے گزارش ہے کہ وہ مقررہ وقت پر دفتر سے رجوع کریں۔ سرکاری اعلامیہ کے مطابق متعلقہ محکمے کی جانب سے مقررہ تاریخ تک درخواستیں طلب کی گئی ہیں اور شرائط و ضوابط کے مطابق کارروائی عمل میں لائی جائے گی۔ شہریوں سے گزارش ہے کہ وہ مقررہ وقت پر دفتر سے رجوع کریں۔ bbox=[392, 787, 452, 1029]
section-number: نمبر 17 bbox=[299, 777, 321, 784]
top-header-bar bbox=[0, 0, 604, 14]
article-text: سرکاری اعلامیہ کے مطابق متعلقہ محکمے کی جانب سے مقررہ تاریخ تک درخواستیں طلب کی گئی ہیں اور شرائط و ضوابط کے مطابق کارروائی عمل میں لائی جائے گی۔ شہریوں سے گزارش ہے کہ وہ مقررہ وقت پر دفتر سے رجوع کریں۔ سرکاری اعلامیہ کے مطابق متعلقہ محکمے کی جانب سے مقررہ تاریخ تک درخواستیں طلب کی گئی ہیں اور شرائط و ضوابط کے مطابق کارروائی عمل میں لائی جائے گی۔ شہریوں سے گزارش ہے کہ وہ مقررہ وقت پر دفتر سے رجوع کریں۔ سرکاری اعلامیہ کے مطابق متعلقہ محکمے کی جانب سے مقررہ تاریخ تک درخواستیں طلب کی گئی ہیں اور شرائط و ضوابط کے مطابق کارروائی عمل میں لائی جائے گی۔ شہریوں سے گزارش ہے کہ وہ مقررہ وقت پر دفتر سے رجوع کریں۔ سرکاری اعلامیہ کے مطابق متعلقہ محکمے کی جانب سے مقررہ تاریخ تک درخواستیں طلب کی گئی ہیں اور شرائط و ضوابط کے مطابق کارروائی عمل میں لائی جائے گی۔ شہریوں سے گزارش ہے کہ وہ مقررہ وقت پر دفتر سے رجوع کریں۔ سرکاری اعلامیہ کے مطابق متعلقہ محکمے کی جانب سے مقررہ تاریخ تک درخواستیں طلب کی گئی ہیں اور شرائط و ضوابط کے مطابق کارروائی عمل میں لائی جائے گی۔ شہریوں سے گزارش ہے کہ وہ مقررہ وقت پر دفتر سے رجوع کریں۔ سرکاری اعلامیہ کے مطابق متعلقہ محکمے کی جانب سے مقررہ تاریخ تک درخواستیں طلب کی گئی ہیں اور شرائط و ضوابط کے مطابق کارروائی عمل میں لائی جائے گی۔ شہریوں سے گزارش ہے کہ وہ مقررہ وقت پر دفتر سے رجوع کریں۔ bbox=[328, 1818, 388, 2060]
section-number: نمبر 38 bbox=[104, 777, 126, 784]
article-text: سرکاری اعلامیہ کے مطابق متعلقہ محکمے کی جانب سے مقررہ تاریخ تک درخواستیں طلب کی گئی ہیں اور شرائط و ضوابط کے مطابق کارروائی عمل میں لائی جائے گی۔ شہریوں سے گزارش ہے کہ وہ مقررہ وقت پر دفتر سے رجوع کریں۔ سرکاری اعلامیہ کے مطابق متعلقہ محکمے کی جانب سے مقررہ تاریخ تک درخواستیں طلب کی گئی ہیں اور شرائط و ضوابط کے مطابق کارروائی عمل میں لائی جائے گی۔ شہریوں سے گزارش ہے کہ وہ مقررہ وقت پر دفتر سے رجوع کریں۔ سرکاری اعلامیہ کے مطابق متعلقہ محکمے کی جانب سے مقررہ تاریخ تک درخواستیں طلب کی گئی ہیں اور شرائط و ضوابط کے مطابق کارروائی عمل میں لائی جائے گی۔ شہریوں سے گزارش ہے کہ وہ مقررہ وقت پر دفتر سے رجوع کریں۔ سرکاری اعلامیہ کے مطابق متعلقہ محکمے کی جانب سے مقررہ تاریخ تک درخواستیں طلب کی گئی ہیں اور شرائط و ضوابط کے مطابق کارروائی عمل میں لائی جائے گی۔ شہریوں سے گزارش ہے کہ وہ مقررہ وقت پر دفتر سے رجوع کریں۔ سرکاری اعلامیہ کے مطابق متعلقہ محکمے کی جانب سے مقررہ تاریخ تک درخواستیں طلب کی گئی ہیں اور شرائط و ضوابط کے مطابق کارروائی عمل میں لائی جائے گی۔ شہریوں سے گزارش ہے کہ وہ مقررہ وقت پر دفتر سے رجوع کریں۔ سرکاری اعلامیہ کے مطابق متعلقہ محکمے کی جانب سے مقررہ تاریخ تک درخواستیں طلب کی گئی ہیں اور شرائط و ضوابط کے مطابق کارروائی عمل میں لائی جائے گی۔ شہریوں سے گزارش ہے کہ وہ مقررہ وقت پر دفتر سے رجوع کریں۔ bbox=[198, 1046, 259, 1288]
